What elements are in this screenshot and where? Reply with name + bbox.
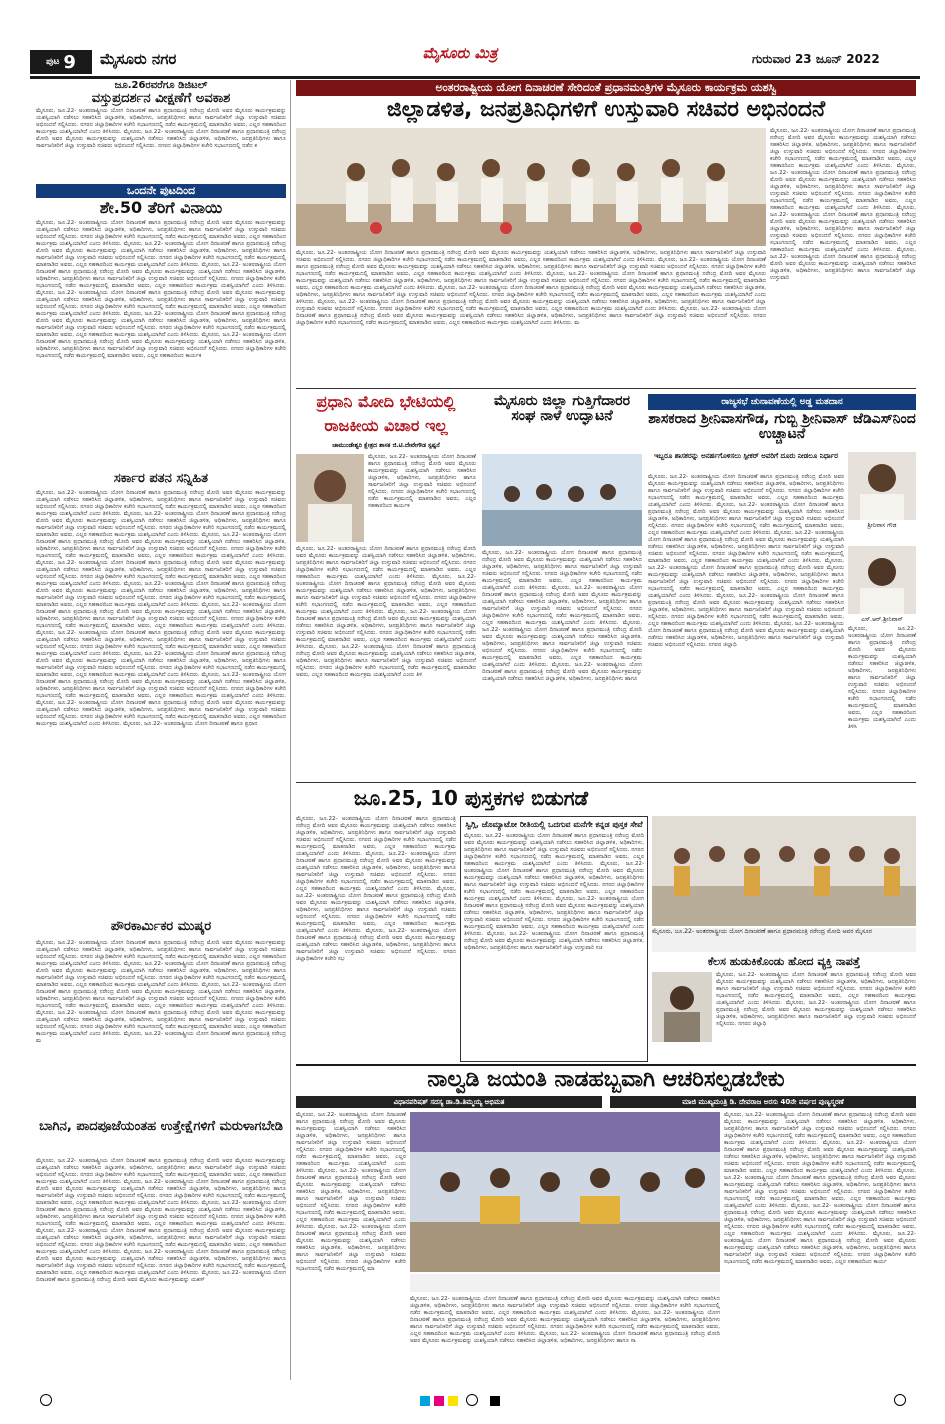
lead-photo [296,128,766,246]
missing-headline: ಕೆಲಸ ಹುಡುಕಿಕೊಂಡು ಹೋದ ವ್ಯಕ್ತಿ ನಾಪತ್ತೆ [707,955,861,968]
modi-kicker: ಚಾಮುಂಡೇಶ್ವರಿ ಕ್ಷೇತ್ರದ ಶಾಸಕ ಜಿ.ಟಿ.ದೇವೇಗೌಡ ಸ್ಪಷ್ಟನೆ [332,442,440,449]
left-kicker: ಜೂ.26ರವರೆಗೂ ಡಿಜಿಟಲ್ [114,80,208,91]
gubbi-srinivas-caption: ಎಸ್.ಆರ್.ಶ್ರೀನಿವಾಸ್ [861,616,903,623]
left-article-5: ಮೈಸೂರು, ಜೂ.22- ಅಂತರರಾಷ್ಟ್ರೀಯ ಯೋಗ ದಿನಾಚರಣೆ ಹಾಗೂ ಪ್ರಧಾನಮಂತ್ರಿ ನರೇಂದ್ರ ಮೋದಿ ಅವರ ಮೈಸೂರು ಕಾರ್ಯಕ್ರಮವನ್ನು ಯಶಸ್ವಿಯಾಗಿ ನಡೆಸಲು ಸಹಕರಿಸಿದ ಜಿಲ್ಲಾಡಳಿತ, ಅಧಿಕಾರಿಗಳು, ಜನಪ್ರತಿನಿಧಿಗಳು ಹಾಗೂ ಸಾರ್ವಜನಿಕರಿಗೆ ಜಿಲ್ಲಾ ಉಸ್ತುವಾರಿ ಸಚಿವರು ಅಭಿನಂದನೆ ಸಲ್ಲಿಸಿದರು. ನಗರದ ಜಿಲ್ಲಾಧಿಕಾರಿಗಳ ಕಚೇರಿ ಸಭಾಂಗಣದಲ್ಲಿ ನಡೆದ ಕಾರ್ಯಕ್ರಮದಲ್ಲಿ ಮಾತನಾಡಿದ ಅವರು, ಎಲ್ಲರ ಸಹಕಾರದಿಂದ ಕಾರ್ಯಕ್ರಮ ಯಶಸ್ವಿಯಾಗಿದೆ ಎಂದು ತಿಳಿಸಿದರು. ಮೈಸೂರು, ಜೂ.22- ಅಂತರರಾಷ್ಟ್ರೀಯ ಯೋಗ ದಿನಾಚರಣೆ ಹಾಗೂ ಪ್ರಧಾನಮಂತ್ರಿ ನರೇಂದ್ರ ಮೋದಿ ಅವರ ಮೈಸೂರು ಕಾರ್ಯಕ್ರಮವನ್ನು ಯಶಸ್ವಿಯಾಗಿ ನಡೆಸಲು ಸಹಕರಿಸಿದ ಜಿಲ್ಲಾಡಳಿತ, ಅಧಿಕಾರಿಗಳು, ಜನಪ್ರತಿನಿಧಿಗಳು ಹಾಗೂ ಸಾರ್ವಜನಿಕರಿಗೆ ಜಿಲ್ಲಾ ಉಸ್ತುವಾರಿ ಸಚಿವರು ಅಭಿನಂದನೆ ಸಲ್ಲಿಸಿದರು. ನಗರದ ಜಿಲ್ಲಾಧಿಕಾರಿಗಳ ಕಚೇರಿ ಸಭಾಂಗಣದಲ್ಲಿ ನಡೆದ ಕಾರ್ಯಕ್ರಮದಲ್ಲಿ ಮಾತನಾಡಿದ ಅವರು, ಎಲ್ಲರ ಸಹಕಾರದಿಂದ ಕಾರ್ಯಕ್ರಮ ಯಶಸ್ವಿಯಾಗಿದೆ ಎಂದು ತಿಳಿಸಿದರು. ಮೈಸೂರು, ಜೂ.22- ಅಂತರರಾಷ್ಟ್ರೀಯ ಯೋಗ ದಿನಾಚರಣೆ ಹಾಗೂ ಪ್ರಧಾನಮಂತ್ರಿ ನರೇಂದ್ರ ಮೋದಿ ಅವರ ಮೈಸೂರು ಕಾರ್ಯಕ್ರಮವನ್ನು ಯಶಸ್ವಿಯಾಗಿ ನಡೆಸಲು ಸಹಕರಿಸಿದ ಜಿಲ್ಲಾಡಳಿತ, ಅಧಿಕಾರಿಗಳು, ಜನಪ್ರತಿನಿಧಿಗಳು ಹಾಗೂ ಸಾರ್ವಜನಿಕರಿಗೆ ಜಿಲ್ಲಾ ಉಸ್ತುವಾರಿ ಸಚಿವರು ಅಭಿನಂದನೆ ಸಲ್ಲಿಸಿದರು. ನಗರದ ಜಿಲ್ಲಾಧಿಕಾರಿಗಳ ಕಚೇರಿ ಸಭಾಂಗಣದಲ್ಲಿ ನಡೆದ ಕಾರ್ಯಕ್ರಮದಲ್ಲಿ ಮಾತನಾಡಿದ ಅವರು, ಎಲ್ಲರ ಸಹಕಾರದಿಂದ ಕಾರ್ಯಕ್ರಮ ಯಶಸ್ವಿಯಾಗಿದೆ ಎಂದು ತಿಳಿಸಿದರು. ಮೈಸೂರು, ಜೂ.22- ಅಂತರರಾಷ್ಟ್ರೀಯ ಯೋಗ ದಿನಾಚರಣೆ ಹಾಗೂ ಪ್ರಧಾನಮಂತ್ರಿ ನರೇಂದ್ರ ಮೋದಿ ಅವರ ಮೈಸೂರು ಕಾರ್ಯಕ್ರಮವನ್ನು ಯಶಸ್ವಿಯಾಗಿ ನಡೆಸಲು ಸಹಕರಿಸಿದ ಜಿಲ್ಲಾಡಳಿತ, ಅಧಿಕಾರಿಗಳು, ಜನಪ್ರತಿನಿಧಿಗಳು ಹಾಗೂ ಸಾರ್ವಜನಿಕರಿಗೆ ಜಿಲ್ಲಾ ಉಸ್ತುವಾರಿ ಸಚಿವರು ಅಭಿನಂದನೆ ಸಲ್ಲಿಸಿದರು. ನಗರದ ಜಿಲ್ಲಾಧಿಕಾರಿಗಳ ಕಚೇರಿ ಸಭಾಂಗಣದಲ್ಲಿ ನಡೆದ ಕಾರ್ಯಕ್ರಮದಲ್ಲಿ ಮಾತನಾಡಿದ ಅವರು, ಎಲ್ಲರ ಸಹಕಾರದಿಂದ ಕಾರ್ಯಕ್ರಮ ಯಶಸ್ವಿಯಾಗಿದೆ ಎಂದು ತಿಳಿಸಿದರು. ಮೈಸೂರು, ಜೂ.22- ಅಂತರರಾಷ್ಟ್ರೀಯ ಯೋಗ ದಿನಾಚರಣೆ ಹಾಗೂ ಪ್ರಧಾನಮಂತ್ರಿ ನರೇಂದ್ರ ಮೋದಿ ಅವರ ಮೈಸೂರು ಕಾರ್ಯಕ್ರಮವನ್ನು ಯಶಸ್ವಿಯಾಗಿ ನಡೆಸಲು ಸಹಕರಿಸಿದ ಜಿಲ್ಲಾಡಳಿತ, ಅಧಿಕಾರಿಗಳು, ಜನಪ್ರತಿನಿಧಿಗಳು ಹಾಗೂ ಸಾರ್ವಜನಿಕರಿಗೆ ಜಿಲ್ಲಾ ಉಸ್ತುವಾರಿ ಸಚಿವರು ಅಭಿನಂದನೆ ಸಲ್ಲಿಸಿದರು. ನಗರದ ಜಿಲ್ಲಾಧಿಕಾರಿಗಳ ಕಚೇರಿ ಸಭಾಂಗಣದಲ್ಲಿ ನಡೆದ ಕಾರ್ಯಕ್ರಮದಲ್ಲಿ ಮಾತನಾಡಿದ ಅವರು, ಎಲ್ಲರ ಸಹಕಾರದಿಂದ ಕಾರ್ಯಕ್ರಮ ಯಶಸ್ವಿಯಾಗಿದೆ ಎಂದು ತಿಳಿಸಿದರು. ಮೈಸೂರು, ಜೂ.22- ಅಂತರರಾಷ್ಟ್ರೀಯ ಯೋಗ ದಿನಾಚರಣೆ ಹಾಗೂ ಪ್ರಧಾನಮಂತ್ರಿ ನರೇಂದ್ರ ಮೋದಿ ಅವರ ಮೈಸೂರು ಕಾರ್ಯಕ್ರಮವನ್ನು ಯಶಸ್ [36,1158,286,1283]
masthead: ಮೈಸೂರು ಮಿತ್ರ [422,44,498,62]
event-photo [652,816,916,926]
left-headline-3: ಸರ್ಕಾರ ಪತನ ಸನ್ನಿಹಿತ [113,471,209,486]
bottom-sub-left: ವಿಧಾನಪರಿಷತ್ ಸದಸ್ಯ ಡಾ.ಡಿ.ತಿಮ್ಮಯ್ಯ ಅಭಿಮತ [296,1096,602,1108]
nalwadi-photo-caption [410,1274,720,1292]
lead-text-columns: ಮೈಸೂರು, ಜೂ.22- ಅಂತರರಾಷ್ಟ್ರೀಯ ಯೋಗ ದಿನಾಚರಣೆ ಹಾಗೂ ಪ್ರಧಾನಮಂತ್ರಿ ನರೇಂದ್ರ ಮೋದಿ ಅವರ ಮೈಸೂರು ಕಾರ್ಯಕ್ರಮವನ್ನು ಯಶಸ್ವಿಯಾಗಿ ನಡೆಸಲು ಸಹಕರಿಸಿದ ಜಿಲ್ಲಾಡಳಿತ, ಅಧಿಕಾರಿಗಳು, ಜನಪ್ರತಿನಿಧಿಗಳು ಹಾಗೂ ಸಾರ್ವಜನಿಕರಿಗೆ ಜಿಲ್ಲಾ ಉಸ್ತುವಾರಿ ಸಚಿವರು ಅಭಿನಂದನೆ ಸಲ್ಲಿಸಿದರು. ನಗರದ ಜಿಲ್ಲಾಧಿಕಾರಿಗಳ ಕಚೇರಿ ಸಭಾಂಗಣದಲ್ಲಿ ನಡೆದ ಕಾರ್ಯಕ್ರಮದಲ್ಲಿ ಮಾತನಾಡಿದ ಅವರು, ಎಲ್ಲರ ಸಹಕಾರದಿಂದ ಕಾರ್ಯಕ್ರಮ ಯಶಸ್ವಿಯಾಗಿದೆ ಎಂದು ತಿಳಿಸಿದರು. ಮೈಸೂರು, ಜೂ.22- ಅಂತರರಾಷ್ಟ್ರೀಯ ಯೋಗ ದಿನಾಚರಣೆ ಹಾಗೂ ಪ್ರಧಾನಮಂತ್ರಿ ನರೇಂದ್ರ ಮೋದಿ ಅವರ ಮೈಸೂರು ಕಾರ್ಯಕ್ರಮವನ್ನು ಯಶಸ್ವಿಯಾಗಿ ನಡೆಸಲು ಸಹಕರಿಸಿದ ಜಿಲ್ಲಾಡಳಿತ, ಅಧಿಕಾರಿಗಳು, ಜನಪ್ರತಿನಿಧಿಗಳು ಹಾಗೂ ಸಾರ್ವಜನಿಕರಿಗೆ ಜಿಲ್ಲಾ ಉಸ್ತುವಾರಿ ಸಚಿವರು ಅಭಿನಂದನೆ ಸಲ್ಲಿಸಿದರು. ನಗರದ ಜಿಲ್ಲಾಧಿಕಾರಿಗಳ ಕಚೇರಿ ಸಭಾಂಗಣದಲ್ಲಿ ನಡೆದ ಕಾರ್ಯಕ್ರಮದಲ್ಲಿ ಮಾತನಾಡಿದ ಅವರು, ಎಲ್ಲರ ಸಹಕಾರದಿಂದ ಕಾರ್ಯಕ್ರಮ ಯಶಸ್ವಿಯಾಗಿದೆ ಎಂದು ತಿಳಿಸಿದರು. ಮೈಸೂರು, ಜೂ.22- ಅಂತರರಾಷ್ಟ್ರೀಯ ಯೋಗ ದಿನಾಚರಣೆ ಹಾಗೂ ಪ್ರಧಾನಮಂತ್ರಿ ನರೇಂದ್ರ ಮೋದಿ ಅವರ ಮೈಸೂರು ಕಾರ್ಯಕ್ರಮವನ್ನು ಯಶಸ್ವಿಯಾಗಿ ನಡೆಸಲು ಸಹಕರಿಸಿದ ಜಿಲ್ಲಾಡಳಿತ, ಅಧಿಕಾರಿಗಳು, ಜನಪ್ರತಿನಿಧಿಗಳು ಹಾಗೂ ಸಾರ್ವಜನಿಕರಿಗೆ ಜಿಲ್ಲಾ ಉಸ್ತುವಾರಿ ಸಚಿವರು ಅಭಿನಂದನೆ ಸಲ್ಲಿಸಿದರು. ನಗರದ ಜಿಲ್ಲಾಧಿಕಾರಿಗಳ ಕಚೇರಿ ಸಭಾಂಗಣದಲ್ಲಿ ನಡೆದ ಕಾರ್ಯಕ್ರಮದಲ್ಲಿ ಮಾತನಾಡಿದ ಅವರು, ಎಲ್ಲರ ಸಹಕಾರದಿಂದ ಕಾರ್ಯಕ್ರಮ ಯಶಸ್ವಿಯಾಗಿದೆ ಎಂದು ತಿಳಿಸಿದರು. ಮೈಸೂರು, ಜೂ.22- ಅಂತರರಾಷ್ಟ್ರೀಯ ಯೋಗ ದಿನಾಚರಣೆ ಹಾಗೂ ಪ್ರಧಾನಮಂತ್ರಿ ನರೇಂದ್ರ ಮೋದಿ ಅವರ ಮೈಸೂರು ಕಾರ್ಯಕ್ರಮವನ್ನು ಯಶಸ್ವಿಯಾಗಿ ನಡೆಸಲು ಸಹಕರಿಸಿದ ಜಿಲ್ಲಾಡಳಿತ, ಅಧಿಕಾರಿಗಳು, ಜನಪ್ರತಿನಿಧಿಗಳು ಹಾಗೂ ಸಾರ್ವಜನಿಕರಿಗೆ ಜಿಲ್ಲಾ ಉಸ್ತುವಾರಿ ಸಚಿವರು ಅಭಿನಂದನೆ ಸಲ್ಲಿಸಿದರು. ನಗರದ ಜಿಲ್ಲಾಧಿಕಾರಿಗಳ ಕಚೇರಿ ಸಭಾಂಗಣದಲ್ಲಿ ನಡೆದ ಕಾರ್ಯಕ್ರಮದಲ್ಲಿ ಮಾತನಾಡಿದ ಅವರು, ಎಲ್ಲರ ಸಹಕಾರದಿಂದ ಕಾರ್ಯಕ್ರಮ ಯಶಸ್ವಿಯಾಗಿದೆ ಎಂದು ತಿಳಿಸಿದರು. ಮೈಸೂರು, ಜೂ.22- ಅಂತರರಾಷ್ಟ್ರೀಯ ಯೋಗ ದಿನಾಚರಣೆ ಹಾಗೂ ಪ್ರಧಾನಮಂತ್ರಿ ನರೇಂದ್ರ ಮೋದಿ ಅವರ ಮೈಸೂರು ಕಾರ್ಯಕ್ರಮವನ್ನು ಯಶಸ್ವಿಯಾಗಿ ನಡೆಸಲು ಸಹಕರಿಸಿದ ಜಿಲ್ಲಾಡಳಿತ, ಅಧಿಕಾರಿಗಳು, ಜನಪ್ರತಿನಿಧಿಗಳು ಹಾಗೂ ಸಾರ್ವಜನಿಕರಿಗೆ ಜಿಲ್ಲಾ ಉಸ್ತುವಾರಿ ಸಚಿವರು ಅಭಿನಂದನೆ ಸಲ್ಲಿಸಿದರು. ನಗರದ ಜಿಲ್ಲಾಧಿಕಾರಿಗಳ ಕಚೇರಿ ಸಭಾಂಗಣದಲ್ಲಿ ನಡೆದ ಕಾರ್ಯಕ್ರಮದಲ್ಲಿ ಮಾತನಾಡಿದ ಅವರು, ಎಲ್ಲರ ಸಹಕಾರದಿಂದ ಕಾರ್ಯಕ್ರಮ ಯಶಸ್ವಿಯಾಗಿದೆ ಎಂದು ತಿಳಿಸಿದರು. ಮೈಸೂರು, ಜೂ.22- ಅಂತರರಾಷ್ಟ್ರೀಯ ಯೋಗ ದಿನಾಚರಣೆ ಹಾಗೂ ಪ್ರಧಾನಮಂತ್ರಿ ನರೇಂದ್ರ ಮೋದಿ ಅವರ ಮೈಸೂರು ಕಾರ್ಯಕ್ರಮವನ್ನು ಯಶಸ್ವಿಯಾಗಿ ನಡೆಸಲು ಸಹಕರಿಸಿದ ಜಿಲ್ಲಾಡಳಿತ, ಅಧಿಕಾರಿಗಳು, ಜನಪ್ರತಿನಿಧಿಗಳು ಹಾಗೂ ಸಾರ್ವಜನಿಕರಿಗೆ ಜಿಲ್ಲಾ ಉಸ್ತುವಾರಿ ಸಚಿವರು ಅಭಿನಂದನೆ ಸಲ್ಲಿಸಿದರು. ನಗರದ ಜಿಲ್ಲಾಧಿಕಾರಿಗಳ ಕಚೇರಿ ಸಭಾಂಗಣದಲ್ಲಿ ನಡೆದ ಕಾರ್ಯಕ್ರಮದಲ್ಲಿ ಮಾತನಾಡಿದ ಅವರು, ಎಲ್ಲರ ಸಹಕಾರದಿಂದ ಕಾರ್ಯಕ್ರಮ ಯಶಸ್ವಿಯಾಗಿದೆ ಎಂದು ತಿಳಿಸಿದರು. ಮ [296,250,766,326]
event-photo-caption [652,928,916,952]
left-strap: ಒಂದನೇ ಪುಟದಿಂದ [36,184,286,198]
black-swatch [490,1396,500,1406]
books-box-text: ಮೈಸೂರು, ಜೂ.22- ಅಂತರರಾಷ್ಟ್ರೀಯ ಯೋಗ ದಿನಾಚರಣೆ ಹಾಗೂ ಪ್ರಧಾನಮಂತ್ರಿ ನರೇಂದ್ರ ಮೋದಿ ಅವರ ಮೈಸೂರು ಕಾರ್ಯಕ್ರಮವನ್ನು ಯಶಸ್ವಿಯಾಗಿ ನಡೆಸಲು ಸಹಕರಿಸಿದ ಜಿಲ್ಲಾಡಳಿತ, ಅಧಿಕಾರಿಗಳು, ಜನಪ್ರತಿನಿಧಿಗಳು ಹಾಗೂ ಸಾರ್ವಜನಿಕರಿಗೆ ಜಿಲ್ಲಾ ಉಸ್ತುವಾರಿ ಸಚಿವರು ಅಭಿನಂದನೆ ಸಲ್ಲಿಸಿದರು. ನಗರದ ಜಿಲ್ಲಾಧಿಕಾರಿಗಳ ಕಚೇರಿ ಸಭಾಂಗಣದಲ್ಲಿ ನಡೆದ ಕಾರ್ಯಕ್ರಮದಲ್ಲಿ ಮಾತನಾಡಿದ ಅವರು, ಎಲ್ಲರ ಸಹಕಾರದಿಂದ ಕಾರ್ಯಕ್ರಮ ಯಶಸ್ವಿಯಾಗಿದೆ ಎಂದು ತಿಳಿಸಿದರು. ಮೈಸೂರು, ಜೂ.22- ಅಂತರರಾಷ್ಟ್ರೀಯ ಯೋಗ ದಿನಾಚರಣೆ ಹಾಗೂ ಪ್ರಧಾನಮಂತ್ರಿ ನರೇಂದ್ರ ಮೋದಿ ಅವರ ಮೈಸೂರು ಕಾರ್ಯಕ್ರಮವನ್ನು ಯಶಸ್ವಿಯಾಗಿ ನಡೆಸಲು ಸಹಕರಿಸಿದ ಜಿಲ್ಲಾಡಳಿತ, ಅಧಿಕಾರಿಗಳು, ಜನಪ್ರತಿನಿಧಿಗಳು ಹಾಗೂ ಸಾರ್ವಜನಿಕರಿಗೆ ಜಿಲ್ಲಾ ಉಸ್ತುವಾರಿ ಸಚಿವರು ಅಭಿನಂದನೆ ಸಲ್ಲಿಸಿದರು. ನಗರದ ಜಿಲ್ಲಾಧಿಕಾರಿಗಳ ಕಚೇರಿ ಸಭಾಂಗಣದಲ್ಲಿ ನಡೆದ ಕಾರ್ಯಕ್ರಮದಲ್ಲಿ ಮಾತನಾಡಿದ ಅವರು, ಎಲ್ಲರ ಸಹಕಾರದಿಂದ ಕಾರ್ಯಕ್ರಮ ಯಶಸ್ವಿಯಾಗಿದೆ ಎಂದು ತಿಳಿಸಿದರು. ಮೈಸೂರು, ಜೂ.22- ಅಂತರರಾಷ್ಟ್ರೀಯ ಯೋಗ ದಿನಾಚರಣೆ ಹಾಗೂ ಪ್ರಧಾನಮಂತ್ರಿ ನರೇಂದ್ರ ಮೋದಿ ಅವರ ಮೈಸೂರು ಕಾರ್ಯಕ್ರಮವನ್ನು ಯಶಸ್ವಿಯಾಗಿ ನಡೆಸಲು ಸಹಕರಿಸಿದ ಜಿಲ್ಲಾಡಳಿತ, ಅಧಿಕಾರಿಗಳು, ಜನಪ್ರತಿನಿಧಿಗಳು ಹಾಗೂ ಸಾರ್ವಜನಿಕರಿಗೆ ಜಿಲ್ಲಾ ಉಸ್ತುವಾರಿ ಸಚಿವರು ಅಭಿನಂದನೆ ಸಲ್ಲಿಸಿದರು. ನಗರದ ಜಿಲ್ಲಾಧಿಕಾರಿಗಳ ಕಚೇರಿ ಸಭಾಂಗಣದಲ್ಲಿ ನಡೆದ ಕಾರ್ಯಕ್ರಮದಲ್ಲಿ ಮಾತನಾಡಿದ ಅವರು, ಎಲ್ಲರ ಸಹಕಾರದಿಂದ ಕಾರ್ಯಕ್ರಮ ಯಶಸ್ವಿಯಾಗಿದೆ ಎಂದು ತಿಳಿಸಿದರು. ಮೈಸೂರು, ಜೂ.22- ಅಂತರರಾಷ್ಟ್ರೀಯ ಯೋಗ ದಿನಾಚರಣೆ ಹಾಗೂ ಪ್ರಧಾನಮಂತ್ರಿ ನರೇಂದ್ರ ಮೋದಿ ಅವರ ಮೈಸೂರು ಕಾರ್ಯಕ್ರಮವನ್ನು ಯಶಸ್ವಿಯಾಗಿ ನಡೆಸಲು ಸಹಕರಿಸಿದ ಜಿಲ್ಲಾಡಳಿತ, ಅಧಿಕಾರಿಗಳು, ಜನಪ್ರತಿನಿಧಿಗಳು ಹಾಗೂ ಸಾರ್ವಜನಿಕರಿಗೆ ಜಿಲ್ಲಾ ಉಸ್ತುವಾರಿ ಸಚ [464,833,644,951]
srinivasgowda-caption: ಶ್ರೀನಿವಾಸ ಗೌಡ [867,522,897,529]
left-headline-4: ಪೌರಕಾರ್ಮಿಕರ ಮುಷ್ಕರ [110,919,212,934]
contractors-article: ಮೈಸೂರು, ಜೂ.22- ಅಂತರರಾಷ್ಟ್ರೀಯ ಯೋಗ ದಿನಾಚರಣೆ ಹಾಗೂ ಪ್ರಧಾನಮಂತ್ರಿ ನರೇಂದ್ರ ಮೋದಿ ಅವರ ಮೈಸೂರು ಕಾರ್ಯಕ್ರಮವನ್ನು ಯಶಸ್ವಿಯಾಗಿ ನಡೆಸಲು ಸಹಕರಿಸಿದ ಜಿಲ್ಲಾಡಳಿತ, ಅಧಿಕಾರಿಗಳು, ಜನಪ್ರತಿನಿಧಿಗಳು ಹಾಗೂ ಸಾರ್ವಜನಿಕರಿಗೆ ಜಿಲ್ಲಾ ಉಸ್ತುವಾರಿ ಸಚಿವರು ಅಭಿನಂದನೆ ಸಲ್ಲಿಸಿದರು. ನಗರದ ಜಿಲ್ಲಾಧಿಕಾರಿಗಳ ಕಚೇರಿ ಸಭಾಂಗಣದಲ್ಲಿ ನಡೆದ ಕಾರ್ಯಕ್ರಮದಲ್ಲಿ ಮಾತನಾಡಿದ ಅವರು, ಎಲ್ಲರ ಸಹಕಾರದಿಂದ ಕಾರ್ಯಕ್ರಮ ಯಶಸ್ವಿಯಾಗಿದೆ ಎಂದು ತಿಳಿಸಿದರು. ಮೈಸೂರು, ಜೂ.22- ಅಂತರರಾಷ್ಟ್ರೀಯ ಯೋಗ ದಿನಾಚರಣೆ ಹಾಗೂ ಪ್ರಧಾನಮಂತ್ರಿ ನರೇಂದ್ರ ಮೋದಿ ಅವರ ಮೈಸೂರು ಕಾರ್ಯಕ್ರಮವನ್ನು ಯಶಸ್ವಿಯಾಗಿ ನಡೆಸಲು ಸಹಕರಿಸಿದ ಜಿಲ್ಲಾಡಳಿತ, ಅಧಿಕಾರಿಗಳು, ಜನಪ್ರತಿನಿಧಿಗಳು ಹಾಗೂ ಸಾರ್ವಜನಿಕರಿಗೆ ಜಿಲ್ಲಾ ಉಸ್ತುವಾರಿ ಸಚಿವರು ಅಭಿನಂದನೆ ಸಲ್ಲಿಸಿದರು. ನಗರದ ಜಿಲ್ಲಾಧಿಕಾರಿಗಳ ಕಚೇರಿ ಸಭಾಂಗಣದಲ್ಲಿ ನಡೆದ ಕಾರ್ಯಕ್ರಮದಲ್ಲಿ ಮಾತನಾಡಿದ ಅವರು, ಎಲ್ಲರ ಸಹಕಾರದಿಂದ ಕಾರ್ಯಕ್ರಮ ಯಶಸ್ವಿಯಾಗಿದೆ ಎಂದು ತಿಳಿಸಿದರು. ಮೈಸೂರು, ಜೂ.22- ಅಂತರರಾಷ್ಟ್ರೀಯ ಯೋಗ ದಿನಾಚರಣೆ ಹಾಗೂ ಪ್ರಧಾನಮಂತ್ರಿ ನರೇಂದ್ರ ಮೋದಿ ಅವರ ಮೈಸೂರು ಕಾರ್ಯಕ್ರಮವನ್ನು ಯಶಸ್ವಿಯಾಗಿ ನಡೆಸಲು ಸಹಕರಿಸಿದ ಜಿಲ್ಲಾಡಳಿತ, ಅಧಿಕಾರಿಗಳು, ಜನಪ್ರತಿನಿಧಿಗಳು ಹಾಗೂ ಸಾರ್ವಜನಿಕರಿಗೆ ಜಿಲ್ಲಾ ಉಸ್ತುವಾರಿ ಸಚಿವರು ಅಭಿನಂದನೆ ಸಲ್ಲಿಸಿದರು. ನಗರದ ಜಿಲ್ಲಾಧಿಕಾರಿಗಳ ಕಚೇರಿ ಸಭಾಂಗಣದಲ್ಲಿ ನಡೆದ ಕಾರ್ಯಕ್ರಮದಲ್ಲಿ ಮಾತನಾಡಿದ ಅವರು, ಎಲ್ಲರ ಸಹಕಾರದಿಂದ ಕಾರ್ಯಕ್ರಮ ಯಶಸ್ವಿಯಾಗಿದೆ ಎಂದು ತಿಳಿಸಿದರು. ಮೈಸೂರು, ಜೂ.22- ಅಂತರರಾಷ್ಟ್ರೀಯ ಯೋಗ ದಿನಾಚರಣೆ ಹಾಗೂ ಪ್ರಧಾನಮಂತ್ರಿ ನರೇಂದ್ರ ಮೋದಿ ಅವರ ಮೈಸೂರು ಕಾರ್ಯಕ್ರಮವನ್ನು ಯಶಸ್ವಿಯಾಗಿ ನಡೆಸಲು ಸಹಕರಿಸಿದ ಜಿಲ್ಲಾಡಳಿತ, ಅಧಿಕಾರಿಗಳು, ಜನಪ್ರತಿನಿಧಿಗಳು ಹಾಗೂ [482,550,642,682]
nalwadi-event-photo [410,1112,720,1272]
missing-article: ಮೈಸೂರು, ಜೂ.22- ಅಂತರರಾಷ್ಟ್ರೀಯ ಯೋಗ ದಿನಾಚರಣೆ ಹಾಗೂ ಪ್ರಧಾನಮಂತ್ರಿ ನರೇಂದ್ರ ಮೋದಿ ಅವರ ಮೈಸೂರು ಕಾರ್ಯಕ್ರಮವನ್ನು ಯಶಸ್ವಿಯಾಗಿ ನಡೆಸಲು ಸಹಕರಿಸಿದ ಜಿಲ್ಲಾಡಳಿತ, ಅಧಿಕಾರಿಗಳು, ಜನಪ್ರತಿನಿಧಿಗಳು ಹಾಗೂ ಸಾರ್ವಜನಿಕರಿಗೆ ಜಿಲ್ಲಾ ಉಸ್ತುವಾರಿ ಸಚಿವರು ಅಭಿನಂದನೆ ಸಲ್ಲಿಸಿದರು. ನಗರದ ಜಿಲ್ಲಾಧಿಕಾರಿಗಳ ಕಚೇರಿ ಸಭಾಂಗಣದಲ್ಲಿ ನಡೆದ ಕಾರ್ಯಕ್ರಮದಲ್ಲಿ ಮಾತನಾಡಿದ ಅವರು, ಎಲ್ಲರ ಸಹಕಾರದಿಂದ ಕಾರ್ಯಕ್ರಮ ಯಶಸ್ವಿಯಾಗಿದೆ ಎಂದು ತಿಳಿಸಿದರು. ಮೈಸೂರು, ಜೂ.22- ಅಂತರರಾಷ್ಟ್ರೀಯ ಯೋಗ ದಿನಾಚರಣೆ ಹಾಗೂ ಪ್ರಧಾನಮಂತ್ರಿ ನರೇಂದ್ರ ಮೋದಿ ಅವರ ಮೈಸೂರು ಕಾರ್ಯಕ್ರಮವನ್ನು ಯಶಸ್ವಿಯಾಗಿ ನಡೆಸಲು ಸಹಕರಿಸಿದ ಜಿಲ್ಲಾಡಳಿತ, ಅಧಿಕಾರಿಗಳು, ಜನಪ್ರತಿನಿಧಿಗಳು ಹಾಗೂ ಸಾರ್ವಜನಿಕರಿಗೆ ಜಿಲ್ಲಾ ಉಸ್ತುವಾರಿ ಸಚಿವರು ಅಭಿನಂದನೆ ಸಲ್ಲಿಸಿದರು. ನಗರದ ಜಿಲ್ಲಾಧಿ [716,972,916,1027]
masthead-rule [30,76,920,79]
rs-article-2: ಮೈಸೂರು, ಜೂ.22- ಅಂತರರಾಷ್ಟ್ರೀಯ ಯೋಗ ದಿನಾಚರಣೆ ಹಾಗೂ ಪ್ರಧಾನಮಂತ್ರಿ ನರೇಂದ್ರ ಮೋದಿ ಅವರ ಮೈಸೂರು ಕಾರ್ಯಕ್ರಮವನ್ನು ಯಶಸ್ವಿಯಾಗಿ ನಡೆಸಲು ಸಹಕರಿಸಿದ ಜಿಲ್ಲಾಡಳಿತ, ಅಧಿಕಾರಿಗಳು, ಜನಪ್ರತಿನಿಧಿಗಳು ಹಾಗೂ ಸಾರ್ವಜನಿಕರಿಗೆ ಜಿಲ್ಲಾ ಉಸ್ತುವಾರಿ ಸಚಿವರು ಅಭಿನಂದನೆ ಸಲ್ಲಿಸಿದರು. ನಗರದ ಜಿಲ್ಲಾಧಿಕಾರಿಗಳ ಕಚೇರಿ ಸಭಾಂಗಣದಲ್ಲಿ ನಡೆದ ಕಾರ್ಯಕ್ರಮದಲ್ಲಿ ಮಾತನಾಡಿದ ಅವರು, ಎಲ್ಲರ ಸಹಕಾರದಿಂದ ಕಾರ್ಯಕ್ರಮ ಯಶಸ್ವಿಯಾಗಿದೆ ಎಂದು ತಿಳಿಸಿ [848,626,916,730]
registration-mark-right [894,1394,906,1406]
books-box-title: ಸ್ವಿಗ್ಗಿ, ಜೊಮ್ಯಾಟೋ ರೀತಿಯಲ್ಲಿ ಒದಗುವ ಮನೆಗೇ ಕನ್ನಡ ಪುಸ್ತಕ ಸೇವೆ [465,820,643,829]
left-article-1: ಮೈಸೂರು, ಜೂ.22- ಅಂತರರಾಷ್ಟ್ರೀಯ ಯೋಗ ದಿನಾಚರಣೆ ಹಾಗೂ ಪ್ರಧಾನಮಂತ್ರಿ ನರೇಂದ್ರ ಮೋದಿ ಅವರ ಮೈಸೂರು ಕಾರ್ಯಕ್ರಮವನ್ನು ಯಶಸ್ವಿಯಾಗಿ ನಡೆಸಲು ಸಹಕರಿಸಿದ ಜಿಲ್ಲಾಡಳಿತ, ಅಧಿಕಾರಿಗಳು, ಜನಪ್ರತಿನಿಧಿಗಳು ಹಾಗೂ ಸಾರ್ವಜನಿಕರಿಗೆ ಜಿಲ್ಲಾ ಉಸ್ತುವಾರಿ ಸಚಿವರು ಅಭಿನಂದನೆ ಸಲ್ಲಿಸಿದರು. ನಗರದ ಜಿಲ್ಲಾಧಿಕಾರಿಗಳ ಕಚೇರಿ ಸಭಾಂಗಣದಲ್ಲಿ ನಡೆದ ಕಾರ್ಯಕ್ರಮದಲ್ಲಿ ಮಾತನಾಡಿದ ಅವರು, ಎಲ್ಲರ ಸಹಕಾರದಿಂದ ಕಾರ್ಯಕ್ರಮ ಯಶಸ್ವಿಯಾಗಿದೆ ಎಂದು ತಿಳಿಸಿದರು. ಮೈಸೂರು, ಜೂ.22- ಅಂತರರಾಷ್ಟ್ರೀಯ ಯೋಗ ದಿನಾಚರಣೆ ಹಾಗೂ ಪ್ರಧಾನಮಂತ್ರಿ ನರೇಂದ್ರ ಮೋದಿ ಅವರ ಮೈಸೂರು ಕಾರ್ಯಕ್ರಮವನ್ನು ಯಶಸ್ವಿಯಾಗಿ ನಡೆಸಲು ಸಹಕರಿಸಿದ ಜಿಲ್ಲಾಡಳಿತ, ಅಧಿಕಾರಿಗಳು, ಜನಪ್ರತಿನಿಧಿಗಳು ಹಾಗೂ ಸಾರ್ವಜನಿಕರಿಗೆ ಜಿಲ್ಲಾ ಉಸ್ತುವಾರಿ ಸಚಿವರು ಅಭಿನಂದನೆ ಸಲ್ಲಿಸಿದರು. ನಗರದ ಜಿಲ್ಲಾಧಿಕಾರಿಗಳ ಕಚೇರಿ ಸಭಾಂಗಣದಲ್ಲಿ ನಡೆದ ಕ [36,108,286,149]
bottom-article-b: ಮೈಸೂರು, ಜೂ.22- ಅಂತರರಾಷ್ಟ್ರೀಯ ಯೋಗ ದಿನಾಚರಣೆ ಹಾಗೂ ಪ್ರಧಾನಮಂತ್ರಿ ನರೇಂದ್ರ ಮೋದಿ ಅವರ ಮೈಸೂರು ಕಾರ್ಯಕ್ರಮವನ್ನು ಯಶಸ್ವಿಯಾಗಿ ನಡೆಸಲು ಸಹಕರಿಸಿದ ಜಿಲ್ಲಾಡಳಿತ, ಅಧಿಕಾರಿಗಳು, ಜನಪ್ರತಿನಿಧಿಗಳು ಹಾಗೂ ಸಾರ್ವಜನಿಕರಿಗೆ ಜಿಲ್ಲಾ ಉಸ್ತುವಾರಿ ಸಚಿವರು ಅಭಿನಂದನೆ ಸಲ್ಲಿಸಿದರು. ನಗರದ ಜಿಲ್ಲಾಧಿಕಾರಿಗಳ ಕಚೇರಿ ಸಭಾಂಗಣದಲ್ಲಿ ನಡೆದ ಕಾರ್ಯಕ್ರಮದಲ್ಲಿ ಮಾತನಾಡಿದ ಅವರು, ಎಲ್ಲರ ಸಹಕಾರದಿಂದ ಕಾರ್ಯಕ್ರಮ ಯಶಸ್ವಿಯಾಗಿದೆ ಎಂದು ತಿಳಿಸಿದರು. ಮೈಸೂರು, ಜೂ.22- ಅಂತರರಾಷ್ಟ್ರೀಯ ಯೋಗ ದಿನಾಚರಣೆ ಹಾಗೂ ಪ್ರಧಾನಮಂತ್ರಿ ನರೇಂದ್ರ ಮೋದಿ ಅವರ ಮೈಸೂರು ಕಾರ್ಯಕ್ರಮವನ್ನು ಯಶಸ್ವಿಯಾಗಿ ನಡೆಸಲು ಸಹಕರಿಸಿದ ಜಿಲ್ಲಾಡಳಿತ, ಅಧಿಕಾರಿಗಳು, ಜನಪ್ರತಿನಿಧಿಗಳು ಹಾಗೂ ಸಾರ್ವಜನಿಕರಿಗೆ ಜಿಲ್ಲಾ ಉಸ್ತುವಾರಿ ಸಚಿವರು ಅಭಿನಂದನೆ ಸಲ್ಲಿಸಿದರು. ನಗರದ ಜಿಲ್ಲಾಧಿಕಾರಿಗಳ ಕಚೇರಿ ಸಭಾಂಗಣದಲ್ಲಿ ನಡೆದ ಕಾರ್ಯಕ್ರಮದಲ್ಲಿ ಮಾತನಾಡಿದ ಅವರು, ಎಲ್ಲರ ಸಹಕಾರದಿಂದ ಕಾರ್ಯಕ್ರಮ ಯಶಸ್ವಿಯಾಗಿದೆ ಎಂದು ತಿಳಿಸಿದರು. ಮೈಸೂರು, ಜೂ.22- ಅಂತರರಾಷ್ಟ್ರೀಯ ಯೋಗ ದಿನಾಚರಣೆ ಹಾಗೂ ಪ್ರಧಾನಮಂತ್ರಿ ನರೇಂದ್ರ ಮೋದಿ ಅವರ ಮೈಸೂರು ಕಾರ್ಯಕ್ರಮವನ್ನು ಯಶಸ್ವಿಯಾಗಿ ನಡೆಸಲು ಸಹಕರಿಸಿದ ಜಿಲ್ಲಾಡಳಿತ, ಅಧಿಕಾರಿಗಳು, ಜನಪ್ರತಿನಿಧಿಗಳು ಹಾಗೂ ಸಾ [410,1296,720,1344]
registration-mark-left [40,1394,52,1406]
contractors-headline: ಮೈಸೂರು ಜಿಲ್ಲಾ ಗುತ್ತಿಗೆದಾರರ ಸಂಘ ನಾಳೆ ಉದ್ಘಾಟನೆ [494,393,630,424]
magenta-swatch [434,1396,444,1406]
contractors-photo [482,454,642,546]
books-box [460,816,648,1062]
mid-bottom-rule [296,782,916,783]
page-number-badge [30,50,92,74]
event-caption-text: ಮೈಸೂರು, ಜೂ.22- ಅಂತರರಾಷ್ಟ್ರೀಯ ಯೋಗ ದಿನಾಚರಣೆ ಹಾಗೂ ಪ್ರಧಾನಮಂತ್ರಿ ನರೇಂದ್ರ ಮೋದಿ ಅವರ ಮೈಸೂರ [652,928,873,935]
left-article-4: ಮೈಸೂರು, ಜೂ.22- ಅಂತರರಾಷ್ಟ್ರೀಯ ಯೋಗ ದಿನಾಚರಣೆ ಹಾಗೂ ಪ್ರಧಾನಮಂತ್ರಿ ನರೇಂದ್ರ ಮೋದಿ ಅವರ ಮೈಸೂರು ಕಾರ್ಯಕ್ರಮವನ್ನು ಯಶಸ್ವಿಯಾಗಿ ನಡೆಸಲು ಸಹಕರಿಸಿದ ಜಿಲ್ಲಾಡಳಿತ, ಅಧಿಕಾರಿಗಳು, ಜನಪ್ರತಿನಿಧಿಗಳು ಹಾಗೂ ಸಾರ್ವಜನಿಕರಿಗೆ ಜಿಲ್ಲಾ ಉಸ್ತುವಾರಿ ಸಚಿವರು ಅಭಿನಂದನೆ ಸಲ್ಲಿಸಿದರು. ನಗರದ ಜಿಲ್ಲಾಧಿಕಾರಿಗಳ ಕಚೇರಿ ಸಭಾಂಗಣದಲ್ಲಿ ನಡೆದ ಕಾರ್ಯಕ್ರಮದಲ್ಲಿ ಮಾತನಾಡಿದ ಅವರು, ಎಲ್ಲರ ಸಹಕಾರದಿಂದ ಕಾರ್ಯಕ್ರಮ ಯಶಸ್ವಿಯಾಗಿದೆ ಎಂದು ತಿಳಿಸಿದರು. ಮೈಸೂರು, ಜೂ.22- ಅಂತರರಾಷ್ಟ್ರೀಯ ಯೋಗ ದಿನಾಚರಣೆ ಹಾಗೂ ಪ್ರಧಾನಮಂತ್ರಿ ನರೇಂದ್ರ ಮೋದಿ ಅವರ ಮೈಸೂರು ಕಾರ್ಯಕ್ರಮವನ್ನು ಯಶಸ್ವಿಯಾಗಿ ನಡೆಸಲು ಸಹಕರಿಸಿದ ಜಿಲ್ಲಾಡಳಿತ, ಅಧಿಕಾರಿಗಳು, ಜನಪ್ರತಿನಿಧಿಗಳು ಹಾಗೂ ಸಾರ್ವಜನಿಕರಿಗೆ ಜಿಲ್ಲಾ ಉಸ್ತುವಾರಿ ಸಚಿವರು ಅಭಿನಂದನೆ ಸಲ್ಲಿಸಿದರು. ನಗರದ ಜಿಲ್ಲಾಧಿಕಾರಿಗಳ ಕಚೇರಿ ಸಭಾಂಗಣದಲ್ಲಿ ನಡೆದ ಕಾರ್ಯಕ್ರಮದಲ್ಲಿ ಮಾತನಾಡಿದ ಅವರು, ಎಲ್ಲರ ಸಹಕಾರದಿಂದ ಕಾರ್ಯಕ್ರಮ ಯಶಸ್ವಿಯಾಗಿದೆ ಎಂದು ತಿಳಿಸಿದರು. ಮೈಸೂರು, ಜೂ.22- ಅಂತರರಾಷ್ಟ್ರೀಯ ಯೋಗ ದಿನಾಚರಣೆ ಹಾಗೂ ಪ್ರಧಾನಮಂತ್ರಿ ನರೇಂದ್ರ ಮೋದಿ ಅವರ ಮೈಸೂರು ಕಾರ್ಯಕ್ರಮವನ್ನು ಯಶಸ್ವಿಯಾಗಿ ನಡೆಸಲು ಸಹಕರಿಸಿದ ಜಿಲ್ಲಾಡಳಿತ, ಅಧಿಕಾರಿಗಳು, ಜನಪ್ರತಿನಿಧಿಗಳು ಹಾಗೂ ಸಾರ್ವಜನಿಕರಿಗೆ ಜಿಲ್ಲಾ ಉಸ್ತುವಾರಿ ಸಚಿವರು ಅಭಿನಂದನೆ ಸಲ್ಲಿಸಿದರು. ನಗರದ ಜಿಲ್ಲಾಧಿಕಾರಿಗಳ ಕಚೇರಿ ಸಭಾಂಗಣದಲ್ಲಿ ನಡೆದ ಕಾರ್ಯಕ್ರಮದಲ್ಲಿ ಮಾತನಾಡಿದ ಅವರು, ಎಲ್ಲರ ಸಹಕಾರದಿಂದ ಕಾರ್ಯಕ್ರಮ ಯಶಸ್ವಿಯಾಗಿದೆ ಎಂದು ತಿಳಿಸಿದರು. ಮೈಸೂರು, ಜೂ.22- ಅಂತರರಾಷ್ಟ್ರೀಯ ಯೋಗ ದಿನಾಚರಣೆ ಹಾಗೂ ಪ್ರಧಾನಮಂತ್ರಿ ನರೇಂದ್ರ ಮೋದಿ ಅವರ ಮೈಸೂರು ಕಾರ್ಯಕ್ರಮವನ್ನು ಯಶಸ್ವಿಯಾಗಿ ನಡೆಸಲು ಸಹಕರಿಸಿದ ಜಿಲ್ಲಾಡಳಿತ, ಅಧಿಕಾರಿಗಳು, ಜನಪ್ರತಿನಿಧಿಗಳು ಹಾಗೂ ಸಾರ್ವಜನಿಕರಿಗೆ ಜಿಲ್ಲಾ ಉಸ್ತುವಾರಿ ಸಚಿವರು ಅಭಿನಂದನೆ ಸಲ್ಲಿಸಿದರು. ನಗರದ ಜಿಲ್ಲಾಧಿಕಾರಿಗಳ ಕಚೇರಿ ಸಭಾಂಗಣದಲ್ಲಿ ನಡೆದ ಕಾರ್ಯಕ್ರಮದಲ್ಲಿ ಮಾತನಾಡಿದ ಅವರು, ಎಲ್ಲರ ಸಹಕಾರದಿಂದ ಕಾರ್ಯಕ್ರಮ ಯಶಸ್ವಿಯಾಗಿದೆ ಎಂದು ತಿಳಿಸಿದರು. ಮೈಸೂರು, ಜೂ.22- ಅಂತರರಾಷ್ಟ್ರೀಯ ಯೋಗ ದಿನಾಚರಣೆ ಹಾಗೂ ಪ್ರಧಾನಮಂತ್ರಿ ನರೇಂದ್ರ ಮ [36,940,286,1044]
lead-text-right: ಮೈಸೂರು, ಜೂ.22- ಅಂತರರಾಷ್ಟ್ರೀಯ ಯೋಗ ದಿನಾಚರಣೆ ಹಾಗೂ ಪ್ರಧಾನಮಂತ್ರಿ ನರೇಂದ್ರ ಮೋದಿ ಅವರ ಮೈಸೂರು ಕಾರ್ಯಕ್ರಮವನ್ನು ಯಶಸ್ವಿಯಾಗಿ ನಡೆಸಲು ಸಹಕರಿಸಿದ ಜಿಲ್ಲಾಡಳಿತ, ಅಧಿಕಾರಿಗಳು, ಜನಪ್ರತಿನಿಧಿಗಳು ಹಾಗೂ ಸಾರ್ವಜನಿಕರಿಗೆ ಜಿಲ್ಲಾ ಉಸ್ತುವಾರಿ ಸಚಿವರು ಅಭಿನಂದನೆ ಸಲ್ಲಿಸಿದರು. ನಗರದ ಜಿಲ್ಲಾಧಿಕಾರಿಗಳ ಕಚೇರಿ ಸಭಾಂಗಣದಲ್ಲಿ ನಡೆದ ಕಾರ್ಯಕ್ರಮದಲ್ಲಿ ಮಾತನಾಡಿದ ಅವರು, ಎಲ್ಲರ ಸಹಕಾರದಿಂದ ಕಾರ್ಯಕ್ರಮ ಯಶಸ್ವಿಯಾಗಿದೆ ಎಂದು ತಿಳಿಸಿದರು. ಮೈಸೂರು, ಜೂ.22- ಅಂತರರಾಷ್ಟ್ರೀಯ ಯೋಗ ದಿನಾಚರಣೆ ಹಾಗೂ ಪ್ರಧಾನಮಂತ್ರಿ ನರೇಂದ್ರ ಮೋದಿ ಅವರ ಮೈಸೂರು ಕಾರ್ಯಕ್ರಮವನ್ನು ಯಶಸ್ವಿಯಾಗಿ ನಡೆಸಲು ಸಹಕರಿಸಿದ ಜಿಲ್ಲಾಡಳಿತ, ಅಧಿಕಾರಿಗಳು, ಜನಪ್ರತಿನಿಧಿಗಳು ಹಾಗೂ ಸಾರ್ವಜನಿಕರಿಗೆ ಜಿಲ್ಲಾ ಉಸ್ತುವಾರಿ ಸಚಿವರು ಅಭಿನಂದನೆ ಸಲ್ಲಿಸಿದರು. ನಗರದ ಜಿಲ್ಲಾಧಿಕಾರಿಗಳ ಕಚೇರಿ ಸಭಾಂಗಣದಲ್ಲಿ ನಡೆದ ಕಾರ್ಯಕ್ರಮದಲ್ಲಿ ಮಾತನಾಡಿದ ಅವರು, ಎಲ್ಲರ ಸಹಕಾರದಿಂದ ಕಾರ್ಯಕ್ರಮ ಯಶಸ್ವಿಯಾಗಿದೆ ಎಂದು ತಿಳಿಸಿದರು. ಮೈಸೂರು, ಜೂ.22- ಅಂತರರಾಷ್ಟ್ರೀಯ ಯೋಗ ದಿನಾಚರಣೆ ಹಾಗೂ ಪ್ರಧಾನಮಂತ್ರಿ ನರೇಂದ್ರ ಮೋದಿ ಅವರ ಮೈಸೂರು ಕಾರ್ಯಕ್ರಮವನ್ನು ಯಶಸ್ವಿಯಾಗಿ ನಡೆಸಲು ಸಹಕರಿಸಿದ ಜಿಲ್ಲಾಡಳಿತ, ಅಧಿಕಾರಿಗಳು, ಜನಪ್ರತಿನಿಧಿಗಳು ಹಾಗೂ ಸಾರ್ವಜನಿಕರಿಗೆ ಜಿಲ್ಲಾ ಉಸ್ತುವಾರಿ ಸಚಿವರು ಅಭಿನಂದನೆ ಸಲ್ಲಿಸಿದರು. ನಗರದ ಜಿಲ್ಲಾಧಿಕಾರಿಗಳ ಕಚೇರಿ ಸಭಾಂಗಣದಲ್ಲಿ ನಡೆದ ಕಾರ್ಯಕ್ರಮದಲ್ಲಿ ಮಾತನಾಡಿದ ಅವರು, ಎಲ್ಲರ ಸಹಕಾರದಿಂದ ಕಾರ್ಯಕ್ರಮ ಯಶಸ್ವಿಯಾಗಿದೆ ಎಂದು ತಿಳಿಸಿದರು. ಮೈಸೂರು, ಜೂ.22- ಅಂತರರಾಷ್ಟ್ರೀಯ ಯೋಗ ದಿನಾಚರಣೆ ಹಾಗೂ ಪ್ರಧಾನಮಂತ್ರಿ ನರೇಂದ್ರ ಮೋದಿ ಅವರ ಮೈಸೂರು ಕಾರ್ಯಕ್ರಮವನ್ನು ಯಶಸ್ವಿಯಾಗಿ ನಡೆಸಲು ಸಹಕರಿಸಿದ ಜಿಲ್ಲಾಡಳಿತ, ಅಧಿಕಾರಿಗಳು, ಜನಪ್ರತಿನಿಧಿಗಳು ಹಾಗೂ ಸಾರ್ವಜನಿಕರಿಗೆ ಜಿಲ್ಲಾ ಉಸ್ತುವಾರಿ [770,128,916,281]
bottom-article-c: ಮೈಸೂರು, ಜೂ.22- ಅಂತರರಾಷ್ಟ್ರೀಯ ಯೋಗ ದಿನಾಚರಣೆ ಹಾಗೂ ಪ್ರಧಾನಮಂತ್ರಿ ನರೇಂದ್ರ ಮೋದಿ ಅವರ ಮೈಸೂರು ಕಾರ್ಯಕ್ರಮವನ್ನು ಯಶಸ್ವಿಯಾಗಿ ನಡೆಸಲು ಸಹಕರಿಸಿದ ಜಿಲ್ಲಾಡಳಿತ, ಅಧಿಕಾರಿಗಳು, ಜನಪ್ರತಿನಿಧಿಗಳು ಹಾಗೂ ಸಾರ್ವಜನಿಕರಿಗೆ ಜಿಲ್ಲಾ ಉಸ್ತುವಾರಿ ಸಚಿವರು ಅಭಿನಂದನೆ ಸಲ್ಲಿಸಿದರು. ನಗರದ ಜಿಲ್ಲಾಧಿಕಾರಿಗಳ ಕಚೇರಿ ಸಭಾಂಗಣದಲ್ಲಿ ನಡೆದ ಕಾರ್ಯಕ್ರಮದಲ್ಲಿ ಮಾತನಾಡಿದ ಅವರು, ಎಲ್ಲರ ಸಹಕಾರದಿಂದ ಕಾರ್ಯಕ್ರಮ ಯಶಸ್ವಿಯಾಗಿದೆ ಎಂದು ತಿಳಿಸಿದರು. ಮೈಸೂರು, ಜೂ.22- ಅಂತರರಾಷ್ಟ್ರೀಯ ಯೋಗ ದಿನಾಚರಣೆ ಹಾಗೂ ಪ್ರಧಾನಮಂತ್ರಿ ನರೇಂದ್ರ ಮೋದಿ ಅವರ ಮೈಸೂರು ಕಾರ್ಯಕ್ರಮವನ್ನು ಯಶಸ್ವಿಯಾಗಿ ನಡೆಸಲು ಸಹಕರಿಸಿದ ಜಿಲ್ಲಾಡಳಿತ, ಅಧಿಕಾರಿಗಳು, ಜನಪ್ರತಿನಿಧಿಗಳು ಹಾಗೂ ಸಾರ್ವಜನಿಕರಿಗೆ ಜಿಲ್ಲಾ ಉಸ್ತುವಾರಿ ಸಚಿವರು ಅಭಿನಂದನೆ ಸಲ್ಲಿಸಿದರು. ನಗರದ ಜಿಲ್ಲಾಧಿಕಾರಿಗಳ ಕಚೇರಿ ಸಭಾಂಗಣದಲ್ಲಿ ನಡೆದ ಕಾರ್ಯಕ್ರಮದಲ್ಲಿ ಮಾತನಾಡಿದ ಅವರು, ಎಲ್ಲರ ಸಹಕಾರದಿಂದ ಕಾರ್ಯಕ್ರಮ ಯಶಸ್ವಿಯಾಗಿದೆ ಎಂದು ತಿಳಿಸಿದರು. ಮೈಸೂರು, ಜೂ.22- ಅಂತರರಾಷ್ಟ್ರೀಯ ಯೋಗ ದಿನಾಚರಣೆ ಹಾಗೂ ಪ್ರಧಾನಮಂತ್ರಿ ನರೇಂದ್ರ ಮೋದಿ ಅವರ ಮೈಸೂರು ಕಾರ್ಯಕ್ರಮವನ್ನು ಯಶಸ್ವಿಯಾಗಿ ನಡೆಸಲು ಸಹಕರಿಸಿದ ಜಿಲ್ಲಾಡಳಿತ, ಅಧಿಕಾರಿಗಳು, ಜನಪ್ರತಿನಿಧಿಗಳು ಹಾಗೂ ಸಾರ್ವಜನಿಕರಿಗೆ ಜಿಲ್ಲಾ ಉಸ್ತುವಾರಿ ಸಚಿವರು ಅಭಿನಂದನೆ ಸಲ್ಲಿಸಿದರು. ನಗರದ ಜಿಲ್ಲಾಧಿಕಾರಿಗಳ ಕಚೇರಿ ಸಭಾಂಗಣದಲ್ಲಿ ನಡೆದ ಕಾರ್ಯಕ್ರಮದಲ್ಲಿ ಮಾತನಾಡಿದ ಅವರು, ಎಲ್ಲರ ಸಹಕಾರದಿಂದ ಕಾರ್ಯಕ್ರಮ ಯಶಸ್ವಿಯಾಗಿದೆ ಎಂದು ತಿಳಿಸಿದರು. ಮೈಸೂರು, ಜೂ.22- ಅಂತರರಾಷ್ಟ್ರೀಯ ಯೋಗ ದಿನಾಚರಣೆ ಹಾಗೂ ಪ್ರಧಾನಮಂತ್ರಿ ನರೇಂದ್ರ ಮೋದಿ ಅವರ ಮೈಸೂರು ಕಾರ್ಯಕ್ರಮವನ್ನು ಯಶಸ್ವಿಯಾಗಿ ನಡೆಸಲು ಸಹಕರಿಸಿದ ಜಿಲ್ಲಾಡಳಿತ, ಅಧಿಕಾರಿಗಳು, ಜನಪ್ರತಿನಿಧಿಗಳು ಹಾಗೂ ಸಾರ್ವಜನಿಕರಿಗೆ ಜಿಲ್ಲಾ ಉಸ್ತುವಾರಿ ಸಚಿವರು ಅಭಿನಂದನೆ ಸಲ್ಲಿಸಿದರು. ನಗರದ ಜಿಲ್ಲಾಧಿಕಾರಿಗಳ ಕಚೇರಿ ಸಭಾಂಗಣದಲ್ಲಿ ನಡೆದ ಕಾರ್ಯಕ್ರಮದಲ್ಲಿ ಮಾತನಾಡಿದ ಅವರು, ಎಲ್ಲರ ಸಹಕಾರದಿಂದ ಕಾರ್ಯಕ್ರಮ ಯಶಸ್ವಿಯಾಗಿದೆ ಎಂದು ತಿಳಿಸಿದರು. ಮೈಸೂರು, ಜೂ.22- ಅಂತರರಾಷ್ಟ್ರೀಯ ಯೋಗ ದಿನಾಚರಣೆ ಹಾಗೂ ಪ್ರಧಾನಮಂತ್ರಿ ನರೇಂದ್ರ ಮೋದಿ ಅವರ ಮೈಸೂರು ಕಾರ್ಯಕ್ರಮವನ್ನು ಯಶಸ್ವಿಯಾಗಿ ನಡೆಸಲು ಸಹಕರಿಸಿದ ಜಿಲ್ಲಾಡಳಿತ, ಅಧಿಕಾರಿಗಳು, ಜನಪ್ರತಿನಿಧಿಗಳು ಹಾಗೂ ಸಾರ್ವಜನಿಕರಿಗೆ ಜಿಲ್ಲಾ ಉಸ್ತುವಾರಿ ಸಚಿವರು ಅಭಿನಂದನೆ ಸಲ್ಲಿಸಿದರು. ನಗರದ ಜಿಲ್ಲಾಧಿಕಾರಿಗಳ ಕಚೇರಿ ಸಭಾಂಗಣದಲ್ಲಿ ನಡೆದ ಕಾರ್ಯಕ್ರಮದಲ್ಲಿ ಮಾತನಾಡಿದ ಅವರು, ಎಲ್ಲರ ಸಹಕಾರದಿಂದ ಕಾರ್ಯ [724,1112,916,1265]
dateline: ಗುರುವಾರ 23 ಜೂನ್ 2022 [752,52,880,66]
missing-person-photo [652,972,712,1042]
column-separator [290,80,291,1380]
cyan-swatch [420,1396,430,1406]
yellow-swatch [448,1396,458,1406]
left-headline: ವಸ್ತುಪ್ರದರ್ಶನ ವೀಕ್ಷಣೆಗೆ ಅವಕಾಶ [91,91,231,106]
page-number: 9 [63,51,76,73]
left-article-2: ಮೈಸೂರು, ಜೂ.22- ಅಂತರರಾಷ್ಟ್ರೀಯ ಯೋಗ ದಿನಾಚರಣೆ ಹಾಗೂ ಪ್ರಧಾನಮಂತ್ರಿ ನರೇಂದ್ರ ಮೋದಿ ಅವರ ಮೈಸೂರು ಕಾರ್ಯಕ್ರಮವನ್ನು ಯಶಸ್ವಿಯಾಗಿ ನಡೆಸಲು ಸಹಕರಿಸಿದ ಜಿಲ್ಲಾಡಳಿತ, ಅಧಿಕಾರಿಗಳು, ಜನಪ್ರತಿನಿಧಿಗಳು ಹಾಗೂ ಸಾರ್ವಜನಿಕರಿಗೆ ಜಿಲ್ಲಾ ಉಸ್ತುವಾರಿ ಸಚಿವರು ಅಭಿನಂದನೆ ಸಲ್ಲಿಸಿದರು. ನಗರದ ಜಿಲ್ಲಾಧಿಕಾರಿಗಳ ಕಚೇರಿ ಸಭಾಂಗಣದಲ್ಲಿ ನಡೆದ ಕಾರ್ಯಕ್ರಮದಲ್ಲಿ ಮಾತನಾಡಿದ ಅವರು, ಎಲ್ಲರ ಸಹಕಾರದಿಂದ ಕಾರ್ಯಕ್ರಮ ಯಶಸ್ವಿಯಾಗಿದೆ ಎಂದು ತಿಳಿಸಿದರು. ಮೈಸೂರು, ಜೂ.22- ಅಂತರರಾಷ್ಟ್ರೀಯ ಯೋಗ ದಿನಾಚರಣೆ ಹಾಗೂ ಪ್ರಧಾನಮಂತ್ರಿ ನರೇಂದ್ರ ಮೋದಿ ಅವರ ಮೈಸೂರು ಕಾರ್ಯಕ್ರಮವನ್ನು ಯಶಸ್ವಿಯಾಗಿ ನಡೆಸಲು ಸಹಕರಿಸಿದ ಜಿಲ್ಲಾಡಳಿತ, ಅಧಿಕಾರಿಗಳು, ಜನಪ್ರತಿನಿಧಿಗಳು ಹಾಗೂ ಸಾರ್ವಜನಿಕರಿಗೆ ಜಿಲ್ಲಾ ಉಸ್ತುವಾರಿ ಸಚಿವರು ಅಭಿನಂದನೆ ಸಲ್ಲಿಸಿದರು. ನಗರದ ಜಿಲ್ಲಾಧಿಕಾರಿಗಳ ಕಚೇರಿ ಸಭಾಂಗಣದಲ್ಲಿ ನಡೆದ ಕಾರ್ಯಕ್ರಮದಲ್ಲಿ ಮಾತನಾಡಿದ ಅವರು, ಎಲ್ಲರ ಸಹಕಾರದಿಂದ ಕಾರ್ಯಕ್ರಮ ಯಶಸ್ವಿಯಾಗಿದೆ ಎಂದು ತಿಳಿಸಿದರು. ಮೈಸೂರು, ಜೂ.22- ಅಂತರರಾಷ್ಟ್ರೀಯ ಯೋಗ ದಿನಾಚರಣೆ ಹಾಗೂ ಪ್ರಧಾನಮಂತ್ರಿ ನರೇಂದ್ರ ಮೋದಿ ಅವರ ಮೈಸೂರು ಕಾರ್ಯಕ್ರಮವನ್ನು ಯಶಸ್ವಿಯಾಗಿ ನಡೆಸಲು ಸಹಕರಿಸಿದ ಜಿಲ್ಲಾಡಳಿತ, ಅಧಿಕಾರಿಗಳು, ಜನಪ್ರತಿನಿಧಿಗಳು ಹಾಗೂ ಸಾರ್ವಜನಿಕರಿಗೆ ಜಿಲ್ಲಾ ಉಸ್ತುವಾರಿ ಸಚಿವರು ಅಭಿನಂದನೆ ಸಲ್ಲಿಸಿದರು. ನಗರದ ಜಿಲ್ಲಾಧಿಕಾರಿಗಳ ಕಚೇರಿ ಸಭಾಂಗಣದಲ್ಲಿ ನಡೆದ ಕಾರ್ಯಕ್ರಮದಲ್ಲಿ ಮಾತನಾಡಿದ ಅವರು, ಎಲ್ಲರ ಸಹಕಾರದಿಂದ ಕಾರ್ಯಕ್ರಮ ಯಶಸ್ವಿಯಾಗಿದೆ ಎಂದು ತಿಳಿಸಿದರು. ಮೈಸೂರು, ಜೂ.22- ಅಂತರರಾಷ್ಟ್ರೀಯ ಯೋಗ ದಿನಾಚರಣೆ ಹಾಗೂ ಪ್ರಧಾನಮಂತ್ರಿ ನರೇಂದ್ರ ಮೋದಿ ಅವರ ಮೈಸೂರು ಕಾರ್ಯಕ್ರಮವನ್ನು ಯಶಸ್ವಿಯಾಗಿ ನಡೆಸಲು ಸಹಕರಿಸಿದ ಜಿಲ್ಲಾಡಳಿತ, ಅಧಿಕಾರಿಗಳು, ಜನಪ್ರತಿನಿಧಿಗಳು ಹಾಗೂ ಸಾರ್ವಜನಿಕರಿಗೆ ಜಿಲ್ಲಾ ಉಸ್ತುವಾರಿ ಸಚಿವರು ಅಭಿನಂದನೆ ಸಲ್ಲಿಸಿದರು. ನಗರದ ಜಿಲ್ಲಾಧಿಕಾರಿಗಳ ಕಚೇರಿ ಸಭಾಂಗಣದಲ್ಲಿ ನಡೆದ ಕಾರ್ಯಕ್ರಮದಲ್ಲಿ ಮಾತನಾಡಿದ ಅವರು, ಎಲ್ಲರ ಸಹಕಾರದಿಂದ ಕಾರ್ಯಕ್ರಮ ಯಶಸ್ವಿಯಾಗಿದೆ ಎಂದು ತಿಳಿಸಿದರು. ಮೈಸೂರು, ಜೂ.22- ಅಂತರರಾಷ್ಟ್ರೀಯ ಯೋಗ ದಿನಾಚರಣೆ ಹಾಗೂ ಪ್ರಧಾನಮಂತ್ರಿ ನರೇಂದ್ರ ಮೋದಿ ಅವರ ಮೈಸೂರು ಕಾರ್ಯಕ್ರಮವನ್ನು ಯಶಸ್ವಿಯಾಗಿ ನಡೆಸಲು ಸಹಕರಿಸಿದ ಜಿಲ್ಲಾಡಳಿತ, ಅಧಿಕಾರಿಗಳು, ಜನಪ್ರತಿನಿಧಿಗಳು ಹಾಗೂ ಸಾರ್ವಜನಿಕರಿಗೆ ಜಿಲ್ಲಾ ಉಸ್ತುವಾರಿ ಸಚಿವರು ಅಭಿನಂದನೆ ಸಲ್ಲಿಸಿದರು. ನಗರದ ಜಿಲ್ಲಾಧಿಕಾರಿಗಳ ಕಚೇರಿ ಸಭಾಂಗಣದಲ್ಲಿ ನಡೆದ ಕಾರ್ಯಕ್ರಮದಲ್ಲಿ ಮಾತನಾಡಿದ ಅವರು, ಎಲ್ಲರ ಸಹಕಾರದಿಂದ ಕಾರ್ಯಕ್ರಮ ಯಶಸ್ವಿಯಾಗಿದೆ ಎಂದು ತಿಳಿಸಿದರು. ಮೈಸೂರು, ಜೂ.22- ಅಂತರರಾಷ್ಟ್ರೀಯ ಯೋಗ ದಿನಾಚರಣೆ ಹಾಗೂ ಪ್ರಧಾನಮಂತ್ರಿ ನರೇಂದ್ರ ಮೋದಿ ಅವರ ಮೈಸೂರು ಕಾರ್ಯಕ್ರಮವನ್ನು ಯಶಸ್ವಿಯಾಗಿ ನಡೆಸಲು ಸಹಕರಿಸಿದ ಜಿಲ್ಲಾಡಳಿತ, ಅಧಿಕಾರಿಗಳು, ಜನಪ್ರತಿನಿಧಿಗಳು ಹಾಗೂ ಸಾರ್ವಜನಿಕರಿಗೆ ಜಿಲ್ಲಾ ಉಸ್ತುವಾರಿ ಸಚಿವರು ಅಭಿನಂದನೆ ಸಲ್ಲಿಸಿದರು. ನಗರದ ಜಿಲ್ಲಾಧಿಕಾರಿಗಳ ಕಚೇರಿ ಸಭಾಂಗಣದಲ್ಲಿ ನಡೆದ ಕಾರ್ಯಕ್ರಮದಲ್ಲಿ ಮಾತನಾಡಿದ ಅವರು, ಎಲ್ಲರ ಸಹಕಾರದಿಂದ ಕಾರ್ಯಕ [36,220,286,359]
modi-headline-2: ರಾಜಕೀಯ ವಿಚಾರ ಇಲ್ಲ [324,416,448,435]
books-article: ಮೈಸೂರು, ಜೂ.22- ಅಂತರರಾಷ್ಟ್ರೀಯ ಯೋಗ ದಿನಾಚರಣೆ ಹಾಗೂ ಪ್ರಧಾನಮಂತ್ರಿ ನರೇಂದ್ರ ಮೋದಿ ಅವರ ಮೈಸೂರು ಕಾರ್ಯಕ್ರಮವನ್ನು ಯಶಸ್ವಿಯಾಗಿ ನಡೆಸಲು ಸಹಕರಿಸಿದ ಜಿಲ್ಲಾಡಳಿತ, ಅಧಿಕಾರಿಗಳು, ಜನಪ್ರತಿನಿಧಿಗಳು ಹಾಗೂ ಸಾರ್ವಜನಿಕರಿಗೆ ಜಿಲ್ಲಾ ಉಸ್ತುವಾರಿ ಸಚಿವರು ಅಭಿನಂದನೆ ಸಲ್ಲಿಸಿದರು. ನಗರದ ಜಿಲ್ಲಾಧಿಕಾರಿಗಳ ಕಚೇರಿ ಸಭಾಂಗಣದಲ್ಲಿ ನಡೆದ ಕಾರ್ಯಕ್ರಮದಲ್ಲಿ ಮಾತನಾಡಿದ ಅವರು, ಎಲ್ಲರ ಸಹಕಾರದಿಂದ ಕಾರ್ಯಕ್ರಮ ಯಶಸ್ವಿಯಾಗಿದೆ ಎಂದು ತಿಳಿಸಿದರು. ಮೈಸೂರು, ಜೂ.22- ಅಂತರರಾಷ್ಟ್ರೀಯ ಯೋಗ ದಿನಾಚರಣೆ ಹಾಗೂ ಪ್ರಧಾನಮಂತ್ರಿ ನರೇಂದ್ರ ಮೋದಿ ಅವರ ಮೈಸೂರು ಕಾರ್ಯಕ್ರಮವನ್ನು ಯಶಸ್ವಿಯಾಗಿ ನಡೆಸಲು ಸಹಕರಿಸಿದ ಜಿಲ್ಲಾಡಳಿತ, ಅಧಿಕಾರಿಗಳು, ಜನಪ್ರತಿನಿಧಿಗಳು ಹಾಗೂ ಸಾರ್ವಜನಿಕರಿಗೆ ಜಿಲ್ಲಾ ಉಸ್ತುವಾರಿ ಸಚಿವರು ಅಭಿನಂದನೆ ಸಲ್ಲಿಸಿದರು. ನಗರದ ಜಿಲ್ಲಾಧಿಕಾರಿಗಳ ಕಚೇರಿ ಸಭಾಂಗಣದಲ್ಲಿ ನಡೆದ ಕಾರ್ಯಕ್ರಮದಲ್ಲಿ ಮಾತನಾಡಿದ ಅವರು, ಎಲ್ಲರ ಸಹಕಾರದಿಂದ ಕಾರ್ಯಕ್ರಮ ಯಶಸ್ವಿಯಾಗಿದೆ ಎಂದು ತಿಳಿಸಿದರು. ಮೈಸೂರು, ಜೂ.22- ಅಂತರರಾಷ್ಟ್ರೀಯ ಯೋಗ ದಿನಾಚರಣೆ ಹಾಗೂ ಪ್ರಧಾನಮಂತ್ರಿ ನರೇಂದ್ರ ಮೋದಿ ಅವರ ಮೈಸೂರು ಕಾರ್ಯಕ್ರಮವನ್ನು ಯಶಸ್ವಿಯಾಗಿ ನಡೆಸಲು ಸಹಕರಿಸಿದ ಜಿಲ್ಲಾಡಳಿತ, ಅಧಿಕಾರಿಗಳು, ಜನಪ್ರತಿನಿಧಿಗಳು ಹಾಗೂ ಸಾರ್ವಜನಿಕರಿಗೆ ಜಿಲ್ಲಾ ಉಸ್ತುವಾರಿ ಸಚಿವರು ಅಭಿನಂದನೆ ಸಲ್ಲಿಸಿದರು. ನಗರದ ಜಿಲ್ಲಾಧಿಕಾರಿಗಳ ಕಚೇರಿ ಸಭಾಂಗಣದಲ್ಲಿ ನಡೆದ ಕಾರ್ಯಕ್ರಮದಲ್ಲಿ ಮಾತನಾಡಿದ ಅವರು, ಎಲ್ಲರ ಸಹಕಾರದಿಂದ ಕಾರ್ಯಕ್ರಮ ಯಶಸ್ವಿಯಾಗಿದೆ ಎಂದು ತಿಳಿಸಿದರು. ಮೈಸೂರು, ಜೂ.22- ಅಂತರರಾಷ್ಟ್ರೀಯ ಯೋಗ ದಿನಾಚರಣೆ ಹಾಗೂ ಪ್ರಧಾನಮಂತ್ರಿ ನರೇಂದ್ರ ಮೋದಿ ಅವರ ಮೈಸೂರು ಕಾರ್ಯಕ್ರಮವನ್ನು ಯಶಸ್ವಿಯಾಗಿ ನಡೆಸಲು ಸಹಕರಿಸಿದ ಜಿಲ್ಲಾಡಳಿತ, ಅಧಿಕಾರಿಗಳು, ಜನಪ್ರತಿನಿಧಿಗಳು ಹಾಗೂ ಸಾರ್ವಜನಿಕರಿಗೆ ಜಿಲ್ಲಾ ಉಸ್ತುವಾರಿ ಸಚಿವರು ಅಭಿನಂದನೆ ಸಲ್ಲಿಸಿದರು. ನಗರದ ಜಿಲ್ಲಾಧಿಕಾರಿಗಳ ಕಚೇರಿ ಸಭ [296,816,456,962]
left-article-3: ಮೈಸೂರು, ಜೂ.22- ಅಂತರರಾಷ್ಟ್ರೀಯ ಯೋಗ ದಿನಾಚರಣೆ ಹಾಗೂ ಪ್ರಧಾನಮಂತ್ರಿ ನರೇಂದ್ರ ಮೋದಿ ಅವರ ಮೈಸೂರು ಕಾರ್ಯಕ್ರಮವನ್ನು ಯಶಸ್ವಿಯಾಗಿ ನಡೆಸಲು ಸಹಕರಿಸಿದ ಜಿಲ್ಲಾಡಳಿತ, ಅಧಿಕಾರಿಗಳು, ಜನಪ್ರತಿನಿಧಿಗಳು ಹಾಗೂ ಸಾರ್ವಜನಿಕರಿಗೆ ಜಿಲ್ಲಾ ಉಸ್ತುವಾರಿ ಸಚಿವರು ಅಭಿನಂದನೆ ಸಲ್ಲಿಸಿದರು. ನಗರದ ಜಿಲ್ಲಾಧಿಕಾರಿಗಳ ಕಚೇರಿ ಸಭಾಂಗಣದಲ್ಲಿ ನಡೆದ ಕಾರ್ಯಕ್ರಮದಲ್ಲಿ ಮಾತನಾಡಿದ ಅವರು, ಎಲ್ಲರ ಸಹಕಾರದಿಂದ ಕಾರ್ಯಕ್ರಮ ಯಶಸ್ವಿಯಾಗಿದೆ ಎಂದು ತಿಳಿಸಿದರು. ಮೈಸೂರು, ಜೂ.22- ಅಂತರರಾಷ್ಟ್ರೀಯ ಯೋಗ ದಿನಾಚರಣೆ ಹಾಗೂ ಪ್ರಧಾನಮಂತ್ರಿ ನರೇಂದ್ರ ಮೋದಿ ಅವರ ಮೈಸೂರು ಕಾರ್ಯಕ್ರಮವನ್ನು ಯಶಸ್ವಿಯಾಗಿ ನಡೆಸಲು ಸಹಕರಿಸಿದ ಜಿಲ್ಲಾಡಳಿತ, ಅಧಿಕಾರಿಗಳು, ಜನಪ್ರತಿನಿಧಿಗಳು ಹಾಗೂ ಸಾರ್ವಜನಿಕರಿಗೆ ಜಿಲ್ಲಾ ಉಸ್ತುವಾರಿ ಸಚಿವರು ಅಭಿನಂದನೆ ಸಲ್ಲಿಸಿದರು. ನಗರದ ಜಿಲ್ಲಾಧಿಕಾರಿಗಳ ಕಚೇರಿ ಸಭಾಂಗಣದಲ್ಲಿ ನಡೆದ ಕಾರ್ಯಕ್ರಮದಲ್ಲಿ ಮಾತನಾಡಿದ ಅವರು, ಎಲ್ಲರ ಸಹಕಾರದಿಂದ ಕಾರ್ಯಕ್ರಮ ಯಶಸ್ವಿಯಾಗಿದೆ ಎಂದು ತಿಳಿಸಿದರು. ಮೈಸೂರು, ಜೂ.22- ಅಂತರರಾಷ್ಟ್ರೀಯ ಯೋಗ ದಿನಾಚರಣೆ ಹಾಗೂ ಪ್ರಧಾನಮಂತ್ರಿ ನರೇಂದ್ರ ಮೋದಿ ಅವರ ಮೈಸೂರು ಕಾರ್ಯಕ್ರಮವನ್ನು ಯಶಸ್ವಿಯಾಗಿ ನಡೆಸಲು ಸಹಕರಿಸಿದ ಜಿಲ್ಲಾಡಳಿತ, ಅಧಿಕಾರಿಗಳು, ಜನಪ್ರತಿನಿಧಿಗಳು ಹಾಗೂ ಸಾರ್ವಜನಿಕರಿಗೆ ಜಿಲ್ಲಾ ಉಸ್ತುವಾರಿ ಸಚಿವರು ಅಭಿನಂದನೆ ಸಲ್ಲಿಸಿದರು. ನಗರದ ಜಿಲ್ಲಾಧಿಕಾರಿಗಳ ಕಚೇರಿ ಸಭಾಂಗಣದಲ್ಲಿ ನಡೆದ ಕಾರ್ಯಕ್ರಮದಲ್ಲಿ ಮಾತನಾಡಿದ ಅವರು, ಎಲ್ಲರ ಸಹಕಾರದಿಂದ ಕಾರ್ಯಕ್ರಮ ಯಶಸ್ವಿಯಾಗಿದೆ ಎಂದು ತಿಳಿಸಿದರು. ಮೈಸೂರು, ಜೂ.22- ಅಂತರರಾಷ್ಟ್ರೀಯ ಯೋಗ ದಿನಾಚರಣೆ ಹಾಗೂ ಪ್ರಧಾನಮಂತ್ರಿ ನರೇಂದ್ರ ಮೋದಿ ಅವರ ಮೈಸೂರು ಕಾರ್ಯಕ್ರಮವನ್ನು ಯಶಸ್ವಿಯಾಗಿ ನಡೆಸಲು ಸಹಕರಿಸಿದ ಜಿಲ್ಲಾಡಳಿತ, ಅಧಿಕಾರಿಗಳು, ಜನಪ್ರತಿನಿಧಿಗಳು ಹಾಗೂ ಸಾರ್ವಜನಿಕರಿಗೆ ಜಿಲ್ಲಾ ಉಸ್ತುವಾರಿ ಸಚಿವರು ಅಭಿನಂದನೆ ಸಲ್ಲಿಸಿದರು. ನಗರದ ಜಿಲ್ಲಾಧಿಕಾರಿಗಳ ಕಚೇರಿ ಸಭಾಂಗಣದಲ್ಲಿ ನಡೆದ ಕಾರ್ಯಕ್ರಮದಲ್ಲಿ ಮಾತನಾಡಿದ ಅವರು, ಎಲ್ಲರ ಸಹಕಾರದಿಂದ ಕಾರ್ಯಕ್ರಮ ಯಶಸ್ವಿಯಾಗಿದೆ ಎಂದು ತಿಳಿಸಿದರು. ಮೈಸೂರು, ಜೂ.22- ಅಂತರರಾಷ್ಟ್ರೀಯ ಯೋಗ ದಿನಾಚರಣೆ ಹಾಗೂ ಪ್ರಧಾನಮಂತ್ರಿ ನರೇಂದ್ರ ಮೋದಿ ಅವರ ಮೈಸೂರು ಕಾರ್ಯಕ್ರಮವನ್ನು ಯಶಸ್ವಿಯಾಗಿ ನಡೆಸಲು ಸಹಕರಿಸಿದ ಜಿಲ್ಲಾಡಳಿತ, ಅಧಿಕಾರಿಗಳು, ಜನಪ್ರತಿನಿಧಿಗಳು ಹಾಗೂ ಸಾರ್ವಜನಿಕರಿಗೆ ಜಿಲ್ಲಾ ಉಸ್ತುವಾರಿ ಸಚಿವರು ಅಭಿನಂದನೆ ಸಲ್ಲಿಸಿದರು. ನಗರದ ಜಿಲ್ಲಾಧಿಕಾರಿಗಳ ಕಚೇರಿ ಸಭಾಂಗಣದಲ್ಲಿ ನಡೆದ ಕಾರ್ಯಕ್ರಮದಲ್ಲಿ ಮಾತನಾಡಿದ ಅವರು, ಎಲ್ಲರ ಸಹಕಾರದಿಂದ ಕಾರ್ಯಕ್ರಮ ಯಶಸ್ವಿಯಾಗಿದೆ ಎಂದು ತಿಳಿಸಿದರು. ಮೈಸೂರು, ಜೂ.22- ಅಂತರರಾಷ್ಟ್ರೀಯ ಯೋಗ ದಿನಾಚರಣೆ ಹಾಗೂ ಪ್ರಧಾನಮಂತ್ರಿ ನರೇಂದ್ರ ಮೋದಿ ಅವರ ಮೈಸೂರು ಕಾರ್ಯಕ್ರಮವನ್ನು ಯಶಸ್ವಿಯಾಗಿ ನಡೆಸಲು ಸಹಕರಿಸಿದ ಜಿಲ್ಲಾಡಳಿತ, ಅಧಿಕಾರಿಗಳು, ಜನಪ್ರತಿನಿಧಿಗಳು ಹಾಗೂ ಸಾರ್ವಜನಿಕರಿಗೆ ಜಿಲ್ಲಾ ಉಸ್ತುವಾರಿ ಸಚಿವರು ಅಭಿನಂದನೆ ಸಲ್ಲಿಸಿದರು. ನಗರದ ಜಿಲ್ಲಾಧಿಕಾರಿಗಳ ಕಚೇರಿ ಸಭಾಂಗಣದಲ್ಲಿ ನಡೆದ ಕಾರ್ಯಕ್ರಮದಲ್ಲಿ ಮಾತನಾಡಿದ ಅವರು, ಎಲ್ಲರ ಸಹಕಾರದಿಂದ ಕಾರ್ಯಕ್ರಮ ಯಶಸ್ವಿಯಾಗಿದೆ ಎಂದು ತಿಳಿಸಿದರು. ಮೈಸೂರು, ಜೂ.22- ಅಂತರರಾಷ್ಟ್ರೀಯ ಯೋಗ ದಿನಾಚರಣೆ ಹಾಗೂ ಪ್ರಧಾನಮಂತ್ರಿ ನರೇಂದ್ರ ಮೋದಿ ಅವರ ಮೈಸೂರು ಕಾರ್ಯಕ್ರಮವನ್ನು ಯಶಸ್ವಿಯಾಗಿ ನಡೆಸಲು ಸಹಕರಿಸಿದ ಜಿಲ್ಲಾಡಳಿತ, ಅಧಿಕಾರಿಗಳು, ಜನಪ್ರತಿನಿಧಿಗಳು ಹಾಗೂ ಸಾರ್ವಜನಿಕರಿಗೆ ಜಿಲ್ಲಾ ಉಸ್ತುವಾರಿ ಸಚಿವರು ಅಭಿನಂದನೆ ಸಲ್ಲಿಸಿದರು. ನಗರದ ಜಿಲ್ಲಾಧಿಕಾರಿಗಳ ಕಚೇರಿ ಸಭಾಂಗಣದಲ್ಲಿ ನಡೆದ ಕಾರ್ಯಕ್ರಮದಲ್ಲಿ ಮಾತನಾಡಿದ ಅವರು, ಎಲ್ಲರ ಸಹಕಾರದಿಂದ ಕಾರ್ಯಕ್ರಮ ಯಶಸ್ವಿಯಾಗಿದೆ ಎಂದು ತಿಳಿಸಿದರು. ಮೈಸೂರು, ಜೂ.22- ಅಂತರರಾಷ್ಟ್ರೀಯ ಯೋಗ ದಿನಾಚರಣೆ ಹಾಗೂ ಪ್ರಧಾನಮಂತ್ರಿ ನರೇಂದ್ರ ಮೋದಿ ಅವರ ಮೈಸೂರು ಕಾರ್ಯಕ್ರಮವನ್ನು ಯಶಸ್ವಿಯಾಗಿ ನಡೆಸಲು ಸಹಕರಿಸಿದ ಜಿಲ್ಲಾಡಳಿತ, ಅಧಿಕಾರಿಗಳು, ಜನಪ್ರತಿನಿಧಿಗಳು ಹಾಗೂ ಸಾರ್ವಜನಿಕರಿಗೆ ಜಿಲ್ಲಾ ಉಸ್ತುವಾರಿ ಸಚಿವರು ಅಭಿನಂದನೆ ಸಲ್ಲಿಸಿದರು. ನಗರದ ಜಿಲ್ಲಾಧಿಕಾರಿಗಳ ಕಚೇರಿ ಸಭಾಂಗಣದಲ್ಲಿ ನಡೆದ ಕಾರ್ಯಕ್ರಮದಲ್ಲಿ ಮಾತನಾಡಿದ ಅವರು, ಎಲ್ಲರ ಸಹಕಾರದಿಂದ ಕಾರ್ಯಕ್ರಮ ಯಶಸ್ವಿಯಾಗಿದೆ ಎಂದು ತಿಳಿಸಿದರು. ಮೈಸೂರು, ಜೂ.22- ಅಂತರರಾಷ್ಟ್ರೀಯ ಯೋಗ ದಿನಾಚರಣೆ ಹಾಗೂ ಪ್ರಧಾನಮಂತ್ರಿ ನರೇಂದ್ರ ಮೋದಿ ಅವರ ಮೈಸೂರು ಕಾರ್ಯಕ್ರಮವನ್ನು ಯಶಸ್ವಿಯಾಗಿ ನಡೆಸಲು ಸಹಕರಿಸಿದ ಜಿಲ್ಲಾಡಳಿತ, ಅಧಿಕಾರಿಗಳು, ಜನಪ್ರತಿನಿಧಿಗಳು ಹಾಗೂ ಸಾರ್ವಜನಿಕರಿಗೆ ಜಿಲ್ಲಾ ಉಸ್ತುವಾರಿ ಸಚಿವರು ಅಭಿನಂದನೆ ಸಲ್ಲಿಸಿದರು. ನಗರದ ಜಿಲ್ಲಾಧಿಕಾರಿಗಳ ಕಚೇರಿ ಸಭಾಂಗಣದಲ್ಲಿ ನಡೆದ ಕಾರ್ಯಕ್ರಮದಲ್ಲಿ ಮಾತನಾಡಿದ ಅವರು, ಎಲ್ಲರ ಸಹಕಾರದಿಂದ ಕಾರ್ಯಕ್ರಮ ಯಶಸ್ವಿಯಾಗಿದೆ ಎಂದು ತಿಳಿಸಿದರು. ಮೈಸೂರು, ಜೂ.22- ಅಂತರರಾಷ್ಟ್ರೀಯ ಯೋಗ ದಿನಾಚರಣೆ ಹಾಗೂ ಪ್ರಧಾನಮಂತ್ರಿ ನರೇಂದ್ರ ಮೋದಿ ಅವರ ಮೈಸೂರು ಕಾರ್ಯಕ್ರಮವನ್ನು ಯಶಸ್ವಿಯಾಗಿ ನಡೆಸಲು ಸಹಕರಿಸಿದ ಜಿಲ್ಲಾಡಳಿತ, ಅಧಿಕಾರಿಗಳು, ಜನಪ್ರತಿನಿಧಿಗಳು ಹಾಗೂ ಸಾರ್ವಜನಿಕರಿಗೆ ಜಿಲ್ಲಾ ಉಸ್ತುವಾರಿ ಸಚಿವರು ಅಭಿನಂದನೆ ಸಲ್ಲಿಸಿದರು. ನಗರದ ಜಿಲ್ಲಾಧಿಕಾರಿಗಳ ಕಚೇರಿ ಸಭಾಂಗಣದಲ್ಲಿ ನಡೆದ ಕಾರ್ಯಕ್ರಮದಲ್ಲಿ ಮಾತನಾಡಿದ ಅವರು, ಎಲ್ಲರ ಸಹಕಾರದಿಂದ ಕಾರ್ಯಕ್ರಮ ಯಶಸ್ವಿಯಾಗಿದೆ ಎಂದು ತಿಳಿಸಿದರು. ಮೈಸೂರು, ಜೂ.22- ಅಂತರರಾಷ್ಟ್ರೀಯ ಯೋಗ ದಿನಾಚರಣೆ ಹಾಗೂ ಪ್ರಧಾನ [36,490,286,727]
page-prefix: ಪುಟ [46,57,60,67]
bottom-sub-right: ಮಾಜಿ ಮುಖ್ಯಮಂತ್ರಿ ಡಿ. ದೇವರಾಜ ಅರಸು 40ನೇ ವರ್ಷದ ಪುಣ್ಯಸ್ಮರಣೆ [610,1096,916,1108]
bottom-headline: ನಾಲ್ವಡಿ ಜಯಂತಿ ನಾಡಹಬ್ಬವಾಗಿ ಆಚರಿಸಲ್ಪಡಬೇಕು [427,1067,785,1092]
bottom-article-a: ಮೈಸೂರು, ಜೂ.22- ಅಂತರರಾಷ್ಟ್ರೀಯ ಯೋಗ ದಿನಾಚರಣೆ ಹಾಗೂ ಪ್ರಧಾನಮಂತ್ರಿ ನರೇಂದ್ರ ಮೋದಿ ಅವರ ಮೈಸೂರು ಕಾರ್ಯಕ್ರಮವನ್ನು ಯಶಸ್ವಿಯಾಗಿ ನಡೆಸಲು ಸಹಕರಿಸಿದ ಜಿಲ್ಲಾಡಳಿತ, ಅಧಿಕಾರಿಗಳು, ಜನಪ್ರತಿನಿಧಿಗಳು ಹಾಗೂ ಸಾರ್ವಜನಿಕರಿಗೆ ಜಿಲ್ಲಾ ಉಸ್ತುವಾರಿ ಸಚಿವರು ಅಭಿನಂದನೆ ಸಲ್ಲಿಸಿದರು. ನಗರದ ಜಿಲ್ಲಾಧಿಕಾರಿಗಳ ಕಚೇರಿ ಸಭಾಂಗಣದಲ್ಲಿ ನಡೆದ ಕಾರ್ಯಕ್ರಮದಲ್ಲಿ ಮಾತನಾಡಿದ ಅವರು, ಎಲ್ಲರ ಸಹಕಾರದಿಂದ ಕಾರ್ಯಕ್ರಮ ಯಶಸ್ವಿಯಾಗಿದೆ ಎಂದು ತಿಳಿಸಿದರು. ಮೈಸೂರು, ಜೂ.22- ಅಂತರರಾಷ್ಟ್ರೀಯ ಯೋಗ ದಿನಾಚರಣೆ ಹಾಗೂ ಪ್ರಧಾನಮಂತ್ರಿ ನರೇಂದ್ರ ಮೋದಿ ಅವರ ಮೈಸೂರು ಕಾರ್ಯಕ್ರಮವನ್ನು ಯಶಸ್ವಿಯಾಗಿ ನಡೆಸಲು ಸಹಕರಿಸಿದ ಜಿಲ್ಲಾಡಳಿತ, ಅಧಿಕಾರಿಗಳು, ಜನಪ್ರತಿನಿಧಿಗಳು ಹಾಗೂ ಸಾರ್ವಜನಿಕರಿಗೆ ಜಿಲ್ಲಾ ಉಸ್ತುವಾರಿ ಸಚಿವರು ಅಭಿನಂದನೆ ಸಲ್ಲಿಸಿದರು. ನಗರದ ಜಿಲ್ಲಾಧಿಕಾರಿಗಳ ಕಚೇರಿ ಸಭಾಂಗಣದಲ್ಲಿ ನಡೆದ ಕಾರ್ಯಕ್ರಮದಲ್ಲಿ ಮಾತನಾಡಿದ ಅವರು, ಎಲ್ಲರ ಸಹಕಾರದಿಂದ ಕಾರ್ಯಕ್ರಮ ಯಶಸ್ವಿಯಾಗಿದೆ ಎಂದು ತಿಳಿಸಿದರು. ಮೈಸೂರು, ಜೂ.22- ಅಂತರರಾಷ್ಟ್ರೀಯ ಯೋಗ ದಿನಾಚರಣೆ ಹಾಗೂ ಪ್ರಧಾನಮಂತ್ರಿ ನರೇಂದ್ರ ಮೋದಿ ಅವರ ಮೈಸೂರು ಕಾರ್ಯಕ್ರಮವನ್ನು ಯಶಸ್ವಿಯಾಗಿ ನಡೆಸಲು ಸಹಕರಿಸಿದ ಜಿಲ್ಲಾಡಳಿತ, ಅಧಿಕಾರಿಗಳು, ಜನಪ್ರತಿನಿಧಿಗಳು ಹಾಗೂ ಸಾರ್ವಜನಿಕರಿಗೆ ಜಿಲ್ಲಾ ಉಸ್ತುವಾರಿ ಸಚಿವರು ಅಭಿನಂದನೆ ಸಲ್ಲಿಸಿದರು. ನಗರದ ಜಿಲ್ಲಾಧಿಕಾರಿಗಳ ಕಚೇರಿ ಸಭಾಂಗಣದಲ್ಲಿ ನಡೆದ ಕಾರ್ಯಕ್ರಮದಲ್ಲಿ ಮಾ [296,1112,406,1272]
rs-article: ಮೈಸೂರು, ಜೂ.22- ಅಂತರರಾಷ್ಟ್ರೀಯ ಯೋಗ ದಿನಾಚರಣೆ ಹಾಗೂ ಪ್ರಧಾನಮಂತ್ರಿ ನರೇಂದ್ರ ಮೋದಿ ಅವರ ಮೈಸೂರು ಕಾರ್ಯಕ್ರಮವನ್ನು ಯಶಸ್ವಿಯಾಗಿ ನಡೆಸಲು ಸಹಕರಿಸಿದ ಜಿಲ್ಲಾಡಳಿತ, ಅಧಿಕಾರಿಗಳು, ಜನಪ್ರತಿನಿಧಿಗಳು ಹಾಗೂ ಸಾರ್ವಜನಿಕರಿಗೆ ಜಿಲ್ಲಾ ಉಸ್ತುವಾರಿ ಸಚಿವರು ಅಭಿನಂದನೆ ಸಲ್ಲಿಸಿದರು. ನಗರದ ಜಿಲ್ಲಾಧಿಕಾರಿಗಳ ಕಚೇರಿ ಸಭಾಂಗಣದಲ್ಲಿ ನಡೆದ ಕಾರ್ಯಕ್ರಮದಲ್ಲಿ ಮಾತನಾಡಿದ ಅವರು, ಎಲ್ಲರ ಸಹಕಾರದಿಂದ ಕಾರ್ಯಕ್ರಮ ಯಶಸ್ವಿಯಾಗಿದೆ ಎಂದು ತಿಳಿಸಿದರು. ಮೈಸೂರು, ಜೂ.22- ಅಂತರರಾಷ್ಟ್ರೀಯ ಯೋಗ ದಿನಾಚರಣೆ ಹಾಗೂ ಪ್ರಧಾನಮಂತ್ರಿ ನರೇಂದ್ರ ಮೋದಿ ಅವರ ಮೈಸೂರು ಕಾರ್ಯಕ್ರಮವನ್ನು ಯಶಸ್ವಿಯಾಗಿ ನಡೆಸಲು ಸಹಕರಿಸಿದ ಜಿಲ್ಲಾಡಳಿತ, ಅಧಿಕಾರಿಗಳು, ಜನಪ್ರತಿನಿಧಿಗಳು ಹಾಗೂ ಸಾರ್ವಜನಿಕರಿಗೆ ಜಿಲ್ಲಾ ಉಸ್ತುವಾರಿ ಸಚಿವರು ಅಭಿನಂದನೆ ಸಲ್ಲಿಸಿದರು. ನಗರದ ಜಿಲ್ಲಾಧಿಕಾರಿಗಳ ಕಚೇರಿ ಸಭಾಂಗಣದಲ್ಲಿ ನಡೆದ ಕಾರ್ಯಕ್ರಮದಲ್ಲಿ ಮಾತನಾಡಿದ ಅವರು, ಎಲ್ಲರ ಸಹಕಾರದಿಂದ ಕಾರ್ಯಕ್ರಮ ಯಶಸ್ವಿಯಾಗಿದೆ ಎಂದು ತಿಳಿಸಿದರು. ಮೈಸೂರು, ಜೂ.22- ಅಂತರರಾಷ್ಟ್ರೀಯ ಯೋಗ ದಿನಾಚರಣೆ ಹಾಗೂ ಪ್ರಧಾನಮಂತ್ರಿ ನರೇಂದ್ರ ಮೋದಿ ಅವರ ಮೈಸೂರು ಕಾರ್ಯಕ್ರಮವನ್ನು ಯಶಸ್ವಿಯಾಗಿ ನಡೆಸಲು ಸಹಕರಿಸಿದ ಜಿಲ್ಲಾಡಳಿತ, ಅಧಿಕಾರಿಗಳು, ಜನಪ್ರತಿನಿಧಿಗಳು ಹಾಗೂ ಸಾರ್ವಜನಿಕರಿಗೆ ಜಿಲ್ಲಾ ಉಸ್ತುವಾರಿ ಸಚಿವರು ಅಭಿನಂದನೆ ಸಲ್ಲಿಸಿದರು. ನಗರದ ಜಿಲ್ಲಾಧಿಕಾರಿಗಳ ಕಚೇರಿ ಸಭಾಂಗಣದಲ್ಲಿ ನಡೆದ ಕಾರ್ಯಕ್ರಮದಲ್ಲಿ ಮಾತನಾಡಿದ ಅವರು, ಎಲ್ಲರ ಸಹಕಾರದಿಂದ ಕಾರ್ಯಕ್ರಮ ಯಶಸ್ವಿಯಾಗಿದೆ ಎಂದು ತಿಳಿಸಿದರು. ಮೈಸೂರು, ಜೂ.22- ಅಂತರರಾಷ್ಟ್ರೀಯ ಯೋಗ ದಿನಾಚರಣೆ ಹಾಗೂ ಪ್ರಧಾನಮಂತ್ರಿ ನರೇಂದ್ರ ಮೋದಿ ಅವರ ಮೈಸೂರು ಕಾರ್ಯಕ್ರಮವನ್ನು ಯಶಸ್ವಿಯಾಗಿ ನಡೆಸಲು ಸಹಕರಿಸಿದ ಜಿಲ್ಲಾಡಳಿತ, ಅಧಿಕಾರಿಗಳು, ಜನಪ್ರತಿನಿಧಿಗಳು ಹಾಗೂ ಸಾರ್ವಜನಿಕರಿಗೆ ಜಿಲ್ಲಾ ಉಸ್ತುವಾರಿ ಸಚಿವರು ಅಭಿನಂದನೆ ಸಲ್ಲಿಸಿದರು. ನಗರದ ಜಿಲ್ಲಾಧಿಕಾರಿಗಳ ಕಚೇರಿ ಸಭಾಂಗಣದಲ್ಲಿ ನಡೆದ ಕಾರ್ಯಕ್ರಮದಲ್ಲಿ ಮಾತನಾಡಿದ ಅವರು, ಎಲ್ಲರ ಸಹಕಾರದಿಂದ ಕಾರ್ಯಕ್ರಮ ಯಶಸ್ವಿಯಾಗಿದೆ ಎಂದು ತಿಳಿಸಿದರು. ಮೈಸೂರು, ಜೂ.22- ಅಂತರರಾಷ್ಟ್ರೀಯ ಯೋಗ ದಿನಾಚರಣೆ ಹಾಗೂ ಪ್ರಧಾನಮಂತ್ರಿ ನರೇಂದ್ರ ಮೋದಿ ಅವರ ಮೈಸೂರು ಕಾರ್ಯಕ್ರಮವನ್ನು ಯಶಸ್ವಿಯಾಗಿ ನಡೆಸಲು ಸಹಕರಿಸಿದ ಜಿಲ್ಲಾಡಳಿತ, ಅಧಿಕಾರಿಗಳು, ಜನಪ್ರತಿನಿಧಿಗಳು ಹಾಗೂ ಸಾರ್ವಜನಿಕರಿಗೆ ಜಿಲ್ಲಾ ಉಸ್ತುವಾರಿ ಸಚಿವರು ಅಭಿನಂದನೆ ಸಲ್ಲಿಸಿದರು. ನಗರದ ಜಿಲ್ಲಾಧಿಕಾರಿಗಳ ಕಚೇರಿ ಸಭಾಂಗಣದಲ್ಲಿ ನಡೆದ ಕಾರ್ಯಕ್ರಮದಲ್ಲಿ ಮಾತನಾಡಿದ ಅವರು, ಎಲ್ಲರ ಸಹಕಾರದಿಂದ ಕಾರ್ಯಕ್ರಮ ಯಶಸ್ವಿಯಾಗಿದೆ ಎಂದು ತಿಳಿಸಿದರು. ಮೈಸೂರು, ಜೂ.22- ಅಂತರರಾಷ್ಟ್ರೀಯ ಯೋಗ ದಿನಾಚರಣೆ ಹಾಗೂ ಪ್ರಧಾನಮಂತ್ರಿ ನರೇಂದ್ರ ಮೋದಿ ಅವರ ಮೈಸೂರು ಕಾರ್ಯಕ್ರಮವನ್ನು ಯಶಸ್ವಿಯಾಗಿ ನಡೆಸಲು ಸಹಕರಿಸಿದ ಜಿಲ್ಲಾಡಳಿತ, ಅಧಿಕಾರಿಗಳು, ಜನಪ್ರತಿನಿಧಿಗಳು ಹಾಗೂ ಸಾರ್ವಜನಿಕರಿಗೆ ಜಿಲ್ಲಾ ಉಸ್ತುವಾರಿ ಸಚಿವರು ಅಭಿನಂದನೆ ಸಲ್ಲಿಸಿದರು. ನಗರದ ಜಿಲ್ಲಾಧಿ [648,474,844,648]
modi-article-a: ಮೈಸೂರು, ಜೂ.22- ಅಂತರರಾಷ್ಟ್ರೀಯ ಯೋಗ ದಿನಾಚರಣೆ ಹಾಗೂ ಪ್ರಧಾನಮಂತ್ರಿ ನರೇಂದ್ರ ಮೋದಿ ಅವರ ಮೈಸೂರು ಕಾರ್ಯಕ್ರಮವನ್ನು ಯಶಸ್ವಿಯಾಗಿ ನಡೆಸಲು ಸಹಕರಿಸಿದ ಜಿಲ್ಲಾಡಳಿತ, ಅಧಿಕಾರಿಗಳು, ಜನಪ್ರತಿನಿಧಿಗಳು ಹಾಗೂ ಸಾರ್ವಜನಿಕರಿಗೆ ಜಿಲ್ಲಾ ಉಸ್ತುವಾರಿ ಸಚಿವರು ಅಭಿನಂದನೆ ಸಲ್ಲಿಸಿದರು. ನಗರದ ಜಿಲ್ಲಾಧಿಕಾರಿಗಳ ಕಚೇರಿ ಸಭಾಂಗಣದಲ್ಲಿ ನಡೆದ ಕಾರ್ಯಕ್ರಮದಲ್ಲಿ ಮಾತನಾಡಿದ ಅವರು, ಎಲ್ಲರ ಸಹಕಾರದಿಂದ ಕಾರ್ಯಕ [368,454,476,509]
rs-kicker: ರಾಜ್ಯಸಭೆ ಚುನಾವಣೆಯಲ್ಲಿ ಅಡ್ಡ ಮತದಾನ [648,394,916,410]
gtd-photo [296,454,364,542]
rs-headline: ಶಾಸಕರಾದ ಶ್ರೀನಿವಾಸಗೌಡ, ಗುಬ್ಬಿ ಶ್ರೀನಿವಾಸ್ ಜೆಡಿಎಸ್‌ನಿಂದ ಉಚ್ಚಾಟನೆ [648,411,916,442]
lead-bottom-rule [296,388,916,389]
modi-headline-1: ಪ್ರಧಾನಿ ಮೋದಿ ಭೇಟಿಯಲ್ಲಿ [316,392,456,411]
lead-headline: ಜಿಲ್ಲಾಡಳಿತ, ಜನಪ್ರತಿನಿಧಿಗಳಿಗೆ ಉಸ್ತುವಾರಿ ಸಚಿವರ ಅಭಿನಂದನೆ [386,97,826,122]
modi-article-b: ಮೈಸೂರು, ಜೂ.22- ಅಂತರರಾಷ್ಟ್ರೀಯ ಯೋಗ ದಿನಾಚರಣೆ ಹಾಗೂ ಪ್ರಧಾನಮಂತ್ರಿ ನರೇಂದ್ರ ಮೋದಿ ಅವರ ಮೈಸೂರು ಕಾರ್ಯಕ್ರಮವನ್ನು ಯಶಸ್ವಿಯಾಗಿ ನಡೆಸಲು ಸಹಕರಿಸಿದ ಜಿಲ್ಲಾಡಳಿತ, ಅಧಿಕಾರಿಗಳು, ಜನಪ್ರತಿನಿಧಿಗಳು ಹಾಗೂ ಸಾರ್ವಜನಿಕರಿಗೆ ಜಿಲ್ಲಾ ಉಸ್ತುವಾರಿ ಸಚಿವರು ಅಭಿನಂದನೆ ಸಲ್ಲಿಸಿದರು. ನಗರದ ಜಿಲ್ಲಾಧಿಕಾರಿಗಳ ಕಚೇರಿ ಸಭಾಂಗಣದಲ್ಲಿ ನಡೆದ ಕಾರ್ಯಕ್ರಮದಲ್ಲಿ ಮಾತನಾಡಿದ ಅವರು, ಎಲ್ಲರ ಸಹಕಾರದಿಂದ ಕಾರ್ಯಕ್ರಮ ಯಶಸ್ವಿಯಾಗಿದೆ ಎಂದು ತಿಳಿಸಿದರು. ಮೈಸೂರು, ಜೂ.22- ಅಂತರರಾಷ್ಟ್ರೀಯ ಯೋಗ ದಿನಾಚರಣೆ ಹಾಗೂ ಪ್ರಧಾನಮಂತ್ರಿ ನರೇಂದ್ರ ಮೋದಿ ಅವರ ಮೈಸೂರು ಕಾರ್ಯಕ್ರಮವನ್ನು ಯಶಸ್ವಿಯಾಗಿ ನಡೆಸಲು ಸಹಕರಿಸಿದ ಜಿಲ್ಲಾಡಳಿತ, ಅಧಿಕಾರಿಗಳು, ಜನಪ್ರತಿನಿಧಿಗಳು ಹಾಗೂ ಸಾರ್ವಜನಿಕರಿಗೆ ಜಿಲ್ಲಾ ಉಸ್ತುವಾರಿ ಸಚಿವರು ಅಭಿನಂದನೆ ಸಲ್ಲಿಸಿದರು. ನಗರದ ಜಿಲ್ಲಾಧಿಕಾರಿಗಳ ಕಚೇರಿ ಸಭಾಂಗಣದಲ್ಲಿ ನಡೆದ ಕಾರ್ಯಕ್ರಮದಲ್ಲಿ ಮಾತನಾಡಿದ ಅವರು, ಎಲ್ಲರ ಸಹಕಾರದಿಂದ ಕಾರ್ಯಕ್ರಮ ಯಶಸ್ವಿಯಾಗಿದೆ ಎಂದು ತಿಳಿಸಿದರು. ಮೈಸೂರು, ಜೂ.22- ಅಂತರರಾಷ್ಟ್ರೀಯ ಯೋಗ ದಿನಾಚರಣೆ ಹಾಗೂ ಪ್ರಧಾನಮಂತ್ರಿ ನರೇಂದ್ರ ಮೋದಿ ಅವರ ಮೈಸೂರು ಕಾರ್ಯಕ್ರಮವನ್ನು ಯಶಸ್ವಿಯಾಗಿ ನಡೆಸಲು ಸಹಕರಿಸಿದ ಜಿಲ್ಲಾಡಳಿತ, ಅಧಿಕಾರಿಗಳು, ಜನಪ್ರತಿನಿಧಿಗಳು ಹಾಗೂ ಸಾರ್ವಜನಿಕರಿಗೆ ಜಿಲ್ಲಾ ಉಸ್ತುವಾರಿ ಸಚಿವರು ಅಭಿನಂದನೆ ಸಲ್ಲಿಸಿದರು. ನಗರದ ಜಿಲ್ಲಾಧಿಕಾರಿಗಳ ಕಚೇರಿ ಸಭಾಂಗಣದಲ್ಲಿ ನಡೆದ ಕಾರ್ಯಕ್ರಮದಲ್ಲಿ ಮಾತನಾಡಿದ ಅವರು, ಎಲ್ಲರ ಸಹಕಾರದಿಂದ ಕಾರ್ಯಕ್ರಮ ಯಶಸ್ವಿಯಾಗಿದೆ ಎಂದು ತಿಳಿಸಿದರು. ಮೈಸೂರು, ಜೂ.22- ಅಂತರರಾಷ್ಟ್ರೀಯ ಯೋಗ ದಿನಾಚರಣೆ ಹಾಗೂ ಪ್ರಧಾನಮಂತ್ರಿ ನರೇಂದ್ರ ಮೋದಿ ಅವರ ಮೈಸೂರು ಕಾರ್ಯಕ್ರಮವನ್ನು ಯಶಸ್ವಿಯಾಗಿ ನಡೆಸಲು ಸಹಕರಿಸಿದ ಜಿಲ್ಲಾಡಳಿತ, ಅಧಿಕಾರಿಗಳು, ಜನಪ್ರತಿನಿಧಿಗಳು ಹಾಗೂ ಸಾರ್ವಜನಿಕರಿಗೆ ಜಿಲ್ಲಾ ಉಸ್ತುವಾರಿ ಸಚಿವರು ಅಭಿನಂದನೆ ಸಲ್ಲಿಸಿದರು. ನಗರದ ಜಿಲ್ಲಾಧಿಕಾರಿಗಳ ಕಚೇರಿ ಸಭಾಂಗಣದಲ್ಲಿ ನಡೆದ ಕಾರ್ಯಕ್ರಮದಲ್ಲಿ ಮಾತನಾಡಿದ ಅವರು, ಎಲ್ಲರ ಸಹಕಾರದಿಂದ ಕಾರ್ಯಕ್ರಮ ಯಶಸ್ವಿಯಾಗಿದೆ ಎಂದು ತಿಳಿ [296,546,476,678]
registration-mark-center [466,1394,478,1406]
gubbi-srinivas-photo [848,546,916,614]
section-name: ಮೈಸೂರು ನಗರ [100,50,177,68]
books-headline: ಜೂ.25, 10 ಪುಸ್ತಕಗಳ ಬಿಡುಗಡೆ [353,786,589,810]
rs-subhead: ಇಬ್ಬರೂ ಶಾಸಕರನ್ನು ಅನರ್ಹಗೊಳಿಸಲು ಸ್ಪೀಕರ್ ಅವರಿಗೆ ದೂರು ನೀಡಲೂ ನಿರ್ಧಾರ [654,452,838,460]
bottom-rule [296,1064,916,1066]
left-headline-5: ಬಾಗಿನ, ಪಾದಪೂಜೆಯಂತಹ ಉತ್ತೇಕ್ಷೆಗಳಿಗೆ ಮರುಳಾಗಬೇಡಿ [39,1119,283,1134]
left-headline-2: ಶೇ.50 ತೆರಿಗೆ ವಿನಾಯಿ [99,198,223,217]
srinivasgowda-photo [848,452,916,520]
lead-strap: ಅಂತರರಾಷ್ಟ್ರೀಯ ಯೋಗ ದಿನಾಚರಣೆ ಸೇರಿದಂತೆ ಪ್ರಧಾನಮಂತ್ರಿಗಳ ಮೈಸೂರು ಕಾರ್ಯಕ್ರಮ ಯಶಸ್ವಿ [296,80,916,96]
